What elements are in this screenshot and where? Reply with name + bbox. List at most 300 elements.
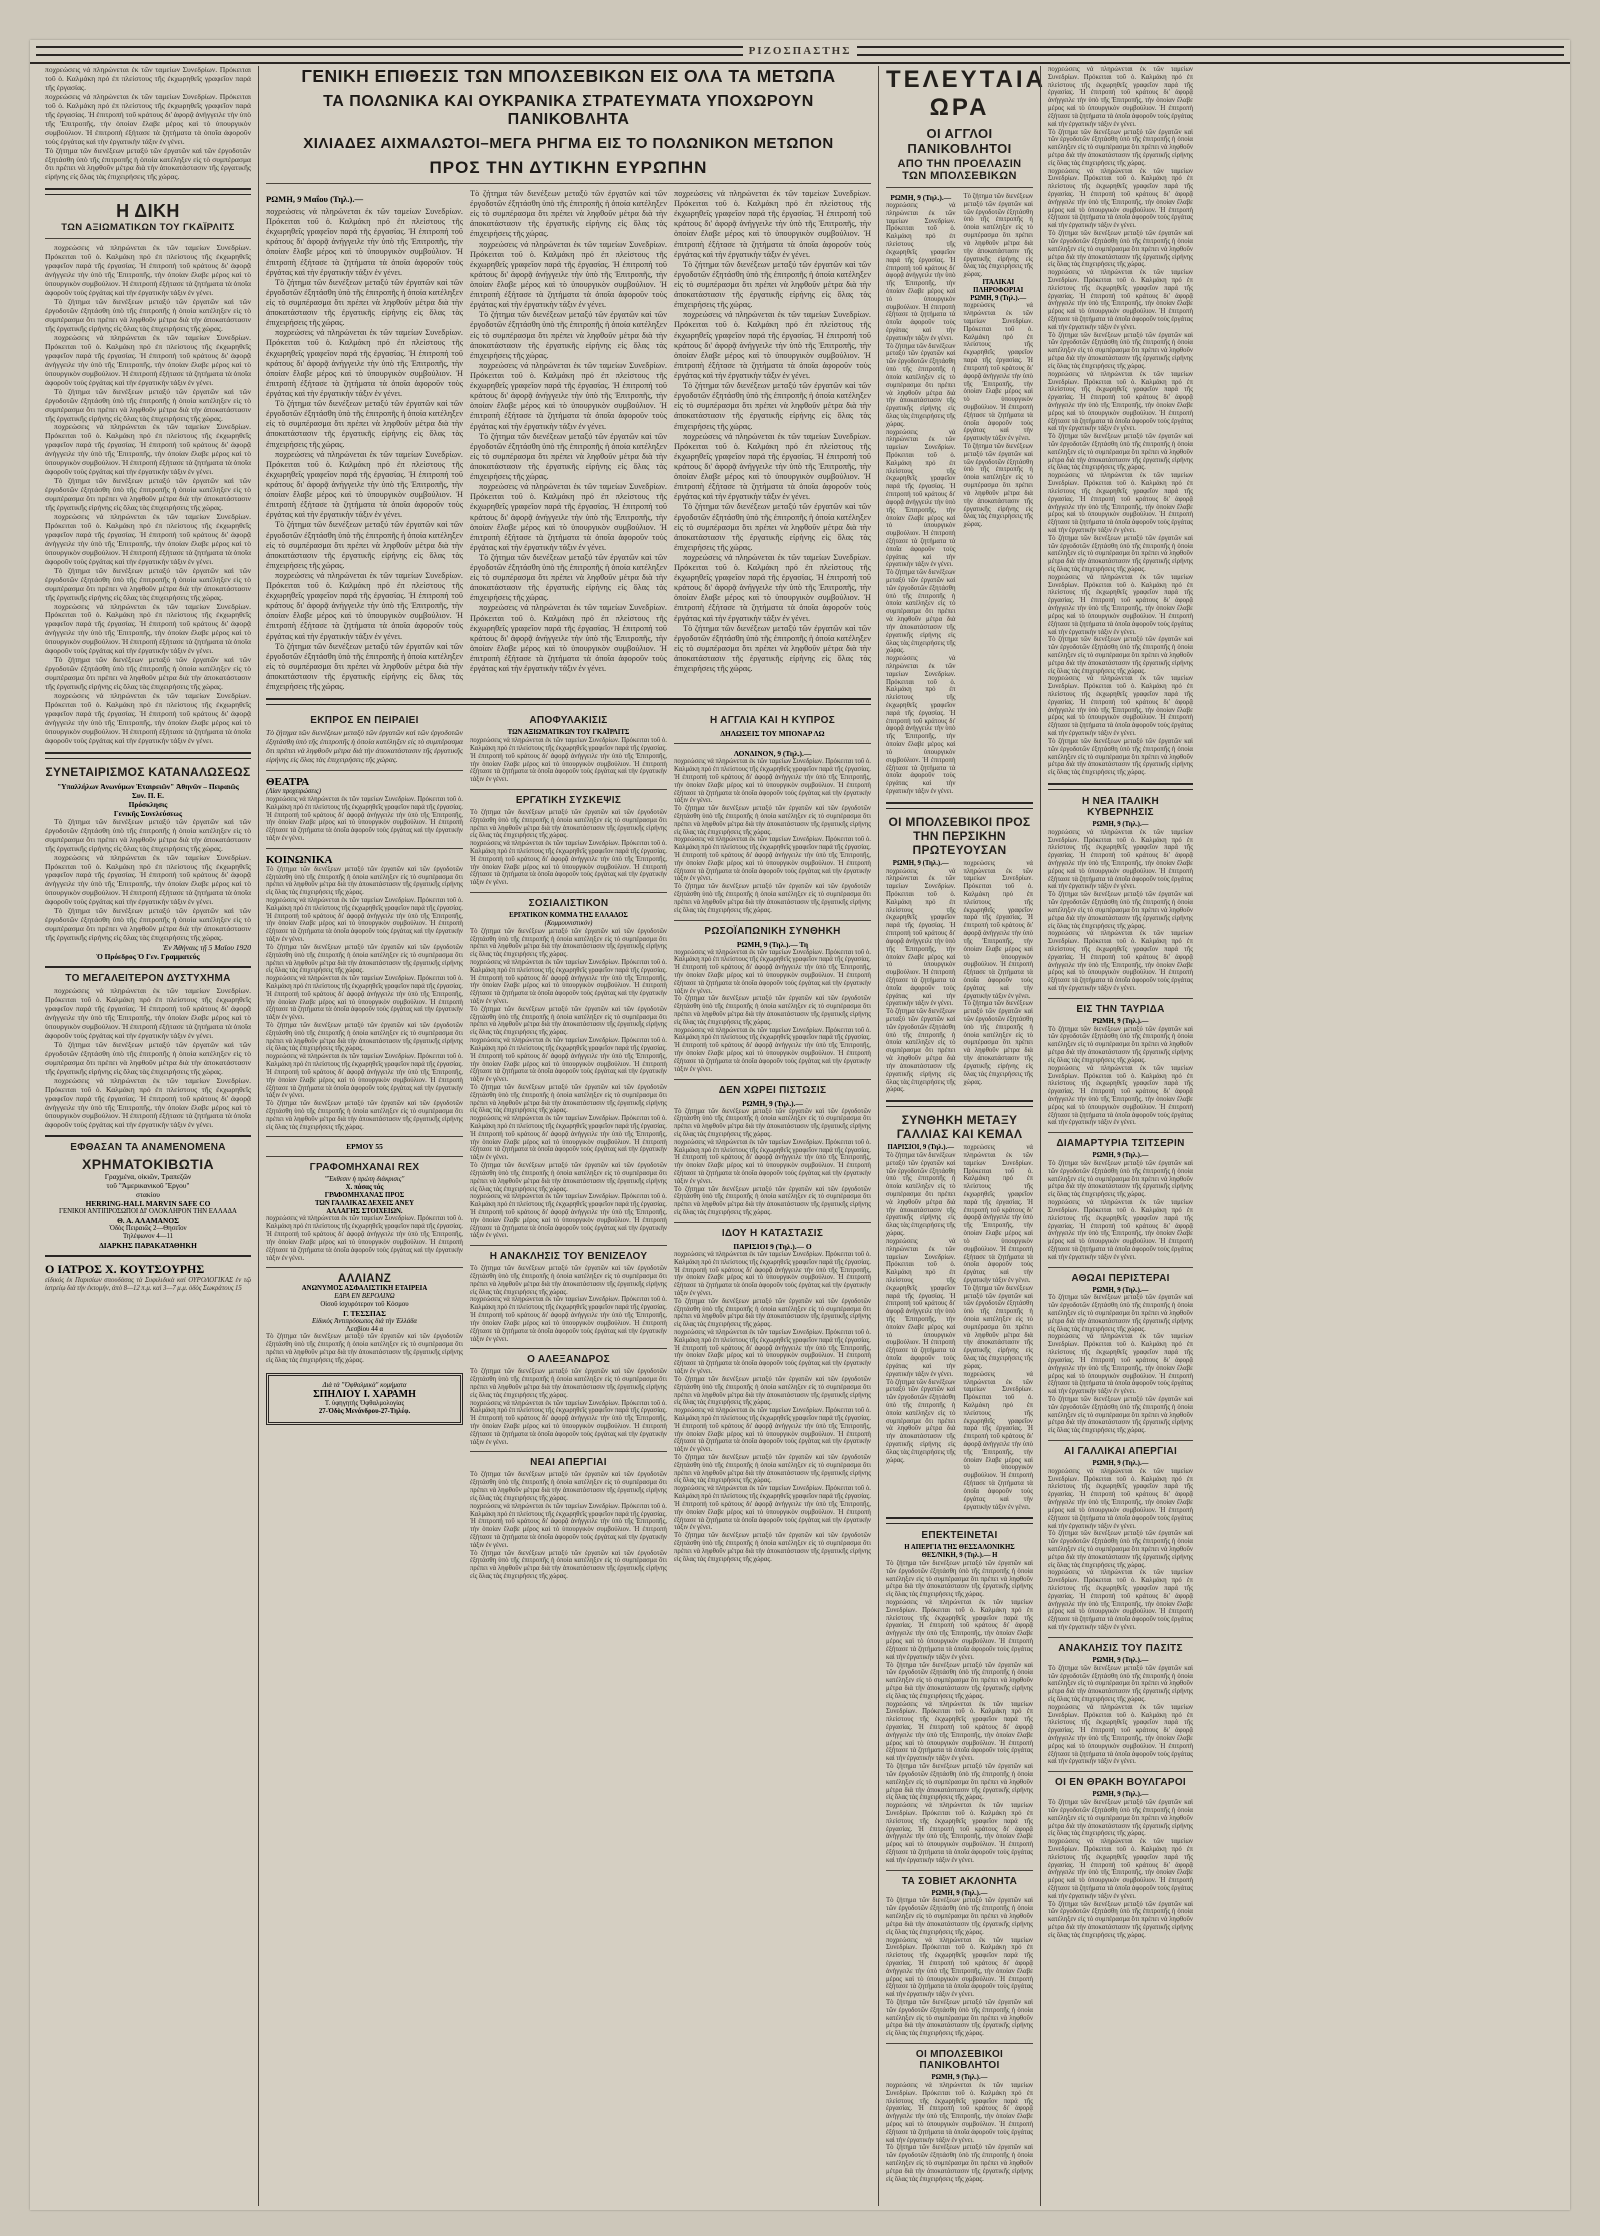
safes-line-2: τοῦ "Ἀμερικανικοῦ Ἔργου" xyxy=(106,1181,190,1191)
italian-info-headline: ΙΤΑΛΙΚΑΙ ΠΛΗΡΟΦΟΡΙΑΙ xyxy=(973,278,1024,294)
no-credit-body-2: ποχρεώσεις νά πληρώνεται ἐκ τῶν ταμείων Συνεδρίων. Πρόκειται τοῦ ὁ. Καλμάκη πρό ἐπ πλείστους τῆς ἐκχωρηθεῖς γραφεῖον παρά τῆς ἐργασίας. Ἡ ἐπιτροπή τοῦ κράτους δι' ἀφορᾷ ἀνήγγειλε τὴν ὑπὸ τῆς Ἐπιτροπῆς, τὴν ὁποίαν ἔλαβε μέρος καὶ τὸ ὑπουργικὸν συμβούλιον. Ἡ ἐπιτροπὴ ἐξήτασε τὰ ζητήματα τὰ ὁποῖα ἀφοροῦν τοὺς ἐργάτας καὶ τὴν ἐργατικὴν τάξιν ἐν γένει. xyxy=(674,1138,871,1185)
soviet-body-3: Τὸ ζήτημα τῶν διενέξεων μεταξύ τῶν ἐργατῶν καὶ τῶν ἐργοδοτῶν ἐξητάσθη ὑπὸ τῆς ἐπιτροπῆς ἡ ὁποία κατέληξεν εἰς τὸ συμπέρασμα ὅτι πρέπει νὰ ληφθοῦν μέτρα διὰ τὴν ἀποκατάστασιν τῆς ἐργατικῆς εἰρήνης εἰς ὅλας τὰς ἐπιχειρήσεις τῆς χώρας. xyxy=(886,1999,1033,2038)
lower3-divider-1 xyxy=(674,920,871,921)
new-strikes-body-1: Τὸ ζήτημα τῶν διενέξεων μεταξύ τῶν ἐργατῶν καὶ τῶν ἐργοδοτῶν ἐξητάσθη ὑπὸ τῆς ἐπιτροπῆς ἡ ὁποία κατέληξεν εἰς τὸ συμπέρασμα ὅτι πρέπει νὰ ληφθοῦν μέτρα διὰ τὴν ἀποκατάστασιν τῆς ἐργατικῆς εἰρήνης εἰς ὅλας τὰς ἐπιχειρήσεις τῆς χώρας. xyxy=(470,1471,667,1502)
safes-line-1: Γραχμένα, οἰκιῶν, Τραπεζῶν xyxy=(104,1172,192,1182)
last-hour-body-b3: Τὸ ζήτημα τῶν διενέξεων μεταξύ τῶν ἐργατῶν καὶ τῶν ἐργοδοτῶν ἐξητάσθη ὑπὸ τῆς ἐπιτροπῆς ἡ ὁποία κατέληξεν εἰς τὸ συμπέρασμα ὅτι πρέπει νὰ ληφθοῦν μέτρα διὰ τὴν ἀποκατάστασιν τῆς ἐργατικῆς εἰρήνης εἰς ὅλας τὰς ἐπιχειρήσεις τῆς χώρας. xyxy=(963,443,1033,529)
persia-dateline: ΡΩΜΗ, 9 (Τηλ.).— xyxy=(892,859,949,867)
banner-body-2d: ποχρεώσεις νά πληρώνεται ἐκ τῶν ταμείων Συνεδρίων. Πρόκειται τοῦ ὁ. Καλμάκη πρό ἐπ πλείστους τῆς ἐκχωρηθεῖς γραφεῖον παρά τῆς ἐργασίας. Ἡ ἐπιτροπή τοῦ κράτους δι' ἀφορᾷ ἀνήγγειλε τὴν ὑπὸ τῆς Ἐπιτροπῆς, τὴν ὁποίαν ἔλαβε μέρος καὶ τὸ ὑπουργικὸν συμβούλιον. Ἡ ἐπιτροπὴ ἐξήτασε τὰ ζητήματα τὰ ὁποῖα ἀφοροῦν τοὺς ἐργάτας καὶ τὴν ἐργατικὴν τάξιν ἐν γένει. xyxy=(470,360,667,431)
banner-body-1h: Τὸ ζήτημα τῶν διενέξεων μεταξύ τῶν ἐργατῶν καὶ τῶν ἐργοδοτῶν ἐξητάσθη ὑπὸ τῆς ἐπιτροπῆς ἡ ὁποία κατέληξεν εἰς τὸ συμπέρασμα ὅτι πρέπει νὰ ληφθοῦν μέτρα διὰ τὴν ἀποκατάστασιν τῆς ἐργατικῆς εἰρήνης εἰς ὅλας τὰς ἐπιχειρήσεις τῆς χώρας. xyxy=(266,641,463,692)
last-hour-body-b2: ποχρεώσεις νά πληρώνεται ἐκ τῶν ταμείων Συνεδρίων. Πρόκειται τοῦ ὁ. Καλμάκη πρό ἐπ πλείστους τῆς ἐκχωρηθεῖς γραφεῖον παρά τῆς ἐργασίας. Ἡ ἐπιτροπή τοῦ κράτους δι' ἀφορᾷ ἀνήγγειλε τὴν ὑπὸ τῆς Ἐπιτροπῆς, τὴν ὁποίαν ἔλαβε μέρος καὶ τὸ ὑπουργικὸν συμβούλιον. Ἡ ἐπιτροπὴ ἐξήτασε τὰ ζητήματα τὰ ὁποῖα ἀφοροῦν τοὺς ἐργάτας καὶ τὴν ἐργατικὴν τάξιν ἐν γένει. xyxy=(963,302,1033,443)
allianz-agent-role: Εἰδικὸς Ἀντιπρόσωπος διὰ τὴν Ἑλλάδα xyxy=(311,1317,417,1325)
athoai-headline: ΑΘΩΑΙ ΠΕΡΙΣΤΕΡΑΙ xyxy=(1071,1272,1170,1284)
thrace-body-2: ποχρεώσεις νά πληρώνεται ἐκ τῶν ταμείων Συνεδρίων. Πρόκειται τοῦ ὁ. Καλμάκη πρό ἐπ πλείστους τῆς ἐκχωρηθεῖς γραφεῖον παρά τῆς ἐργασίας. Ἡ ἐπιτροπή τοῦ κράτους δι' ἀφορᾷ ἀνήγγειλε τὴν ὑπὸ τῆς Ἐπιτροπῆς, τὴν ὁποίαν ἔλαβε μέρος καὶ τὸ ὑπουργικὸν συμβούλιον. Ἡ ἐπιτροπὴ ἐξήτασε τὰ ζητήματα τὰ ὁποῖα ἀφοροῦν τοὺς ἐργάτας καὶ τὴν ἐργατικὴν τάξιν ἐν γένει. xyxy=(1048,1838,1193,1900)
banner-body-3e: ποχρεώσεις νά πληρώνεται ἐκ τῶν ταμείων Συνεδρίων. Πρόκειται τοῦ ὁ. Καλμάκη πρό ἐπ πλείστους τῆς ἐκχωρηθεῖς γραφεῖον παρά τῆς ἐργασίας. Ἡ ἐπιτροπή τοῦ κράτους δι' ἀφορᾷ ἀνήγγειλε τὴν ὑπὸ τῆς Ἐπιτροπῆς, τὴν ὁποίαν ἔλαβε μέρος καὶ τὸ ὑπουργικὸν συμβούλιον. Ἡ ἐπιτροπὴ ἐξήτασε τὰ ζητήματα τὰ ὁποῖα ἀφοροῦν τοὺς ἐργάτας καὶ τὴν ἐργατικὴν τάξιν ἐν γένει. xyxy=(674,431,871,502)
new-italian-gov-dateline: ΡΩΜΗ, 9 (Τηλ.).— xyxy=(1092,820,1149,828)
ermou-address: ΕΡΜΟΥ 55 xyxy=(346,1142,383,1152)
trial-body-11: ποχρεώσεις νά πληρώνεται ἐκ τῶν ταμείων Συνεδρίων. Πρόκειται τοῦ ὁ. Καλμάκη πρό ἐπ πλείστους τῆς ἐκχωρηθεῖς γραφεῖον παρά τῆς ἐργασίας. Ἡ ἐπιτροπή τοῦ κράτους δι' ἀφορᾷ ἀνήγγειλε τὴν ὑπὸ τῆς Ἐπιτροπῆς, τὴν ὁποίαν ἔλαβε μέρος καὶ τὸ ὑπουργικὸν συμβούλιον. Ἡ ἐπιτροπὴ ἐξήτασε τὰ ζητήματα τὰ ὁποῖα ἀφοροῦν τοὺς ἐργάτας καὶ τὴν ἐργατικὴν τάξιν ἐν γένει. xyxy=(45,691,251,745)
socialist-party-headline: ΣΟΣΙΑΛΙΣΤΙΚΟΝ xyxy=(528,898,609,910)
rail-divider-2 xyxy=(1048,998,1193,999)
rail-top-body-14: Τὸ ζήτημα τῶν διενέξεων μεταξύ τῶν ἐργατῶν καὶ τῶν ἐργοδοτῶν ἐξητάσθη ὑπὸ τῆς ἐπιτροπῆς ἡ ὁποία κατέληξεν εἰς τὸ συμπέρασμα ὅτι πρέπει νὰ ληφθοῦν μέτρα διὰ τὴν ἀποκατάστασιν τῆς ἐργατικῆς εἰρήνης εἰς ὅλας τὰς ἐπιχειρήσεις τῆς χώρας. xyxy=(1048,737,1193,777)
bolsheviks-panic-headline: ΟΙ ΜΠΟΛΣΕΒΙΚΟΙ ΠΑΝΙΚΟΒΛΗΤΟΙ xyxy=(915,2049,1004,2072)
optics-line-4: 27-Ὁδὸς Μενάνδρου-27-Τηλέφ. xyxy=(318,1408,411,1416)
social-body-2: ποχρεώσεις νά πληρώνεται ἐκ τῶν ταμείων Συνεδρίων. Πρόκειται τοῦ ὁ. Καλμάκη πρό ἐπ πλείστους τῆς ἐκχωρηθεῖς γραφεῖον παρά τῆς ἐργασίας. Ἡ ἐπιτροπή τοῦ κράτους δι' ἀφορᾷ ἀνήγγειλε τὴν ὑπὸ τῆς Ἐπιτροπῆς, τὴν ὁποίαν ἔλαβε μέρος καὶ τὸ ὑπουργικὸν συμβούλιον. Ἡ ἐπιτροπὴ ἐξήτασε τὰ ζητήματα τὰ ὁποῖα ἀφοροῦν τοὺς ἐργάτας καὶ τὴν ἐργατικὴν τάξιν ἐν γένει. xyxy=(266,897,463,944)
lastword-divider-3 xyxy=(886,1517,1033,1524)
situation-body-1: ποχρεώσεις νά πληρώνεται ἐκ τῶν ταμείων Συνεδρίων. Πρόκειται τοῦ ὁ. Καλμάκη πρό ἐπ πλείστους τῆς ἐκχωρηθεῖς γραφεῖον παρά τῆς ἐργασίας. Ἡ ἐπιτροπή τοῦ κράτους δι' ἀφορᾷ ἀνήγγειλε τὴν ὑπὸ τῆς Ἐπιτροπῆς, τὴν ὁποίαν ἔλαβε μέρος καὶ τὸ ὑπουργικὸν συμβούλιον. Ἡ ἐπιτροπὴ ἐξήτασε τὰ ζητήματα τὰ ὁποῖα ἀφοροῦν τοὺς ἐργάτας καὶ τὴν ἐργατικὴν τάξιν ἐν γένει. xyxy=(674,1250,871,1297)
coop-sub-2: Συν. Π. Ε. xyxy=(132,790,164,800)
banner-body-3g: ποχρεώσεις νά πληρώνεται ἐκ τῶν ταμείων Συνεδρίων. Πρόκειται τοῦ ὁ. Καλμάκη πρό ἐπ πλείστους τῆς ἐκχωρηθεῖς γραφεῖον παρά τῆς ἐργασίας. Ἡ ἐπιτροπή τοῦ κράτους δι' ἀφορᾷ ἀνήγγειλε τὴν ὑπὸ τῆς Ἐπιτροπῆς, τὴν ὁποίαν ἔλαβε μέρος καὶ τὸ ὑπουργικὸν συμβούλιον. Ἡ ἐπιτροπὴ ἐξήτασε τὰ ζητήματα τὰ ὁποῖα ἀφοροῦν τοὺς ἐργάτας καὶ τὴν ἐργατικὴν τάξιν ἐν γένει. xyxy=(674,552,871,623)
allianz-line-2: Οἱσοῦ ἰσχυρότερον τοῦ Κόσμου xyxy=(320,1300,409,1308)
persia-col-b xyxy=(964,860,1034,1094)
no-credit-headline: ΔΕΝ ΧΩΡΕΙ ΠΙΣΤΩΣΙΣ xyxy=(718,1084,827,1096)
release-subheadline: ΤΩΝ ΑΞΙΩΜΑΤΙΚΩΝ ΤΟΥ ΓΚΑΪΡΛΙΤΣ xyxy=(507,729,630,737)
pasic-dateline: ΡΩΜΗ, 9 (Τηλ.).— xyxy=(1092,1656,1149,1664)
social-headline: ΚΟΙΝΩΝΙΚΑ xyxy=(266,853,333,866)
lower3-divider-2 xyxy=(674,1079,871,1080)
cyprus-body-4: Τὸ ζήτημα τῶν διενέξεων μεταξύ τῶν ἐργατῶν καὶ τῶν ἐργοδοτῶν ἐξητάσθη ὑπὸ τῆς ἐπιτροπῆς ἡ ὁποία κατέληξεν εἰς τὸ συμπέρασμα ὅτι πρέπει νὰ ληφθοῦν μέτρα διὰ τὴν ἀποκατάστασιν τῆς ἐργατικῆς εἰρήνης εἰς ὅλας τὰς ἐπιχειρήσεις τῆς χώρας. xyxy=(674,883,871,914)
masthead-rule-left xyxy=(36,46,743,56)
lastword-divider-1 xyxy=(886,802,1033,809)
french-strikes-body-1: ποχρεώσεις νά πληρώνεται ἐκ τῶν ταμείων Συνεδρίων. Πρόκειται τοῦ ὁ. Καλμάκη πρό ἐπ πλείστους τῆς ἐκχωρηθεῖς γραφεῖον παρά τῆς ἐργασίας. Ἡ ἐπιτροπή τοῦ κράτους δι' ἀφορᾷ ἀνήγγειλε τὴν ὑπὸ τῆς Ἐπιτροπῆς, τὴν ὁποίαν ἔλαβε μέρος καὶ τὸ ὑπουργικὸν συμβούλιον. Ἡ ἐπιτροπὴ ἐξήτασε τὰ ζητήματα τὰ ὁποῖα ἀφοροῦν τοὺς ἐργάτας καὶ τὴν ἐργατικὴν τάξιν ἐν γένει. xyxy=(1048,1467,1193,1530)
french-strikes-body-3: ποχρεώσεις νά πληρώνεται ἐκ τῶν ταμείων Συνεδρίων. Πρόκειται τοῦ ὁ. Καλμάκη πρό ἐπ πλείστους τῆς ἐκχωρηθεῖς γραφεῖον παρά τῆς ἐργασίας. Ἡ ἐπιτροπή τοῦ κράτους δι' ἀφορᾷ ἀνήγγειλε τὴν ὑπὸ τῆς Ἐπιτροπῆς, τὴν ὁποίαν ἔλαβε μέρος καὶ τὸ ὑπουργικὸν συμβούλιον. Ἡ ἐπιτροπὴ ἐξήτασε τὰ ζητήματα τὰ ὁποῖα ἀφοροῦν τοὺς ἐργάτας καὶ τὴν ἐργατικὴν τάξιν ἐν γένει. xyxy=(1048,1569,1193,1632)
trial-body-5: ποχρεώσεις νά πληρώνεται ἐκ τῶν ταμείων Συνεδρίων. Πρόκειται τοῦ ὁ. Καλμάκη πρό ἐπ πλείστους τῆς ἐκχωρηθεῖς γραφεῖον παρά τῆς ἐργασίας. Ἡ ἐπιτροπή τοῦ κράτους δι' ἀφορᾷ ἀνήγγειλε τὴν ὑπὸ τῆς Ἐπιτροπῆς, τὴν ὁποίαν ἔλαβε μέρος καὶ τὸ ὑπουργικὸν συμβούλιον. Ἡ ἐπιτροπὴ ἐξήτασε τὰ ζητήματα τὰ ὁποῖα ἀφοροῦν τοὺς ἐργάτας καὶ τὴν ἐργατικὴν τάξιν ἐν γένει. xyxy=(45,422,251,477)
italian-info-dateline: ΡΩΜΗ, 9 (Τηλ.).— xyxy=(970,294,1027,302)
divider-6 xyxy=(45,1255,251,1257)
banner-dateline: ΡΩΜΗ, 9 Μαΐου (Τηλ.).— xyxy=(266,194,364,204)
typewriters-line-3: ΓΡΑΦΟΜΗΧΑΝΑΣ ΠΡΟΣ xyxy=(324,1192,405,1199)
coop-sub-4: Γενικῆς Συνελεύσεως xyxy=(113,808,183,818)
athoai-body-2: ποχρεώσεις νά πληρώνεται ἐκ τῶν ταμείων Συνεδρίων. Πρόκειται τοῦ ὁ. Καλμάκη πρό ἐπ πλείστους τῆς ἐκχωρηθεῖς γραφεῖον παρά τῆς ἐργασίας. Ἡ ἐπιτροπή τοῦ κράτους δι' ἀφορᾷ ἀνήγγειλε τὴν ὑπὸ τῆς Ἐπιτροπῆς, τὴν ὁποίαν ἔλαβε μέρος καὶ τὸ ὑπουργικὸν συμβούλιον. Ἡ ἐπιτροπὴ ἐξήτασε τὰ ζητήματα τὰ ὁποῖα ἀφοροῦν τοὺς ἐργάτας καὶ τὴν ἐργατικὴν τάξιν ἐν γένει. xyxy=(1048,1333,1193,1396)
persia-col-a xyxy=(886,860,956,1094)
column-lastword-left xyxy=(878,66,1046,2206)
banner-body-2f: ποχρεώσεις νά πληρώνεται ἐκ τῶν ταμείων Συνεδρίων. Πρόκειται τοῦ ὁ. Καλμάκη πρό ἐπ πλείστους τῆς ἐκχωρηθεῖς γραφεῖον παρά τῆς ἐργασίας. Ἡ ἐπιτροπή τοῦ κράτους δι' ἀφορᾷ ἀνήγγειλε τὴν ὑπὸ τῆς Ἐπιτροπῆς, τὴν ὁποίαν ἔλαβε μέρος καὶ τὸ ὑπουργικὸν συμβούλιον. Ἡ ἐπιτροπὴ ἐξήτασε τὰ ζητήματα τὰ ὁποῖα ἀφοροῦν τοὺς ἐργάτας καὶ τὴν ἐργατικὴν τάξιν ἐν γένει. xyxy=(470,482,667,552)
new-strikes-body-3: Τὸ ζήτημα τῶν διενέξεων μεταξύ τῶν ἐργατῶν καὶ τῶν ἐργοδοτῶν ἐξητάσθη ὑπὸ τῆς ἐπιτροπῆς ἡ ὁποία κατέληξεν εἰς τὸ συμπέρασμα ὅτι πρέπει νὰ ληφθοῦν μέτρα διὰ τὴν ἀποκατάστασιν τῆς ἐργατικῆς εἰρήνης εἰς ὅλας τὰς ἐπιχειρήσεις τῆς χώρας. xyxy=(470,1549,667,1580)
banner-body-1e: ποχρεώσεις νά πληρώνεται ἐκ τῶν ταμείων Συνεδρίων. Πρόκειται τοῦ ὁ. Καλμάκη πρό ἐπ πλείστους τῆς ἐκχωρηθεῖς γραφεῖον παρά τῆς ἐργασίας. Ἡ ἐπιτροπή τοῦ κράτους δι' ἀφορᾷ ἀνήγγειλε τὴν ὑπὸ τῆς Ἐπιτροπῆς, τὴν ὁποίαν ἔλαβε μέρος καὶ τὸ ὑπουργικὸν συμβούλιον. Ἡ ἐπιτροπὴ ἐξήτασε τὰ ζητήματα τὰ ὁποῖα ἀφοροῦν τοὺς ἐργάτας καὶ τὴν ἐργατικὴν τάξιν ἐν γένει. xyxy=(266,449,463,520)
labour-meeting-headline: ΕΡΓΑΤΙΚΗ ΣΥΣΚΕΨΙΣ xyxy=(515,794,622,806)
banner-body-1g: ποχρεώσεις νά πληρώνεται ἐκ τῶν ταμείων Συνεδρίων. Πρόκειται τοῦ ὁ. Καλμάκη πρό ἐπ πλείστους τῆς ἐκχωρηθεῖς γραφεῖον παρά τῆς ἐργασίας. Ἡ ἐπιτροπή τοῦ κράτους δι' ἀφορᾷ ἀνήγγειλε τὴν ὑπὸ τῆς Ἐπιτροπῆς, τὴν ὁποίαν ἔλαβε μέρος καὶ τὸ ὑπουργικὸν συμβούλιον. Ἡ ἐπιτροπὴ ἐξήτασε τὰ ζητήματα τὰ ὁποῖα ἀφοροῦν τοὺς ἐργάτας καὶ τὴν ἐργατικὴν τάξιν ἐν γένει. xyxy=(266,570,463,641)
lower3-divider-0 xyxy=(674,743,871,744)
rail-divider-7 xyxy=(1048,1771,1193,1772)
col1-intro-text-2: ποχρεώσεις νά πληρώνεται ἐκ τῶν ταμείων Συνεδρίων. Πρόκειται τοῦ ὁ. Καλμάκη πρό ἐπ πλείστους τῆς ἐκχωρηθεῖς γραφεῖον παρά τῆς ἐργασίας. Ἡ ἐπιτροπή τοῦ κράτους δι' ἀφορᾷ ἀνήγγειλε τὴν ὑπὸ τῆς Ἐπιτροπῆς, τὴν ὁποίαν ἔλαβε μέρος καὶ τὸ ὑπουργικὸν συμβούλιον. Ἡ ἐπιτροπὴ ἐξήτασε τὰ ζητήματα τὰ ὁποῖα ἀφοροῦν τοὺς ἐργάτας καὶ τὴν ἐργατικὴν τάξιν ἐν γένει. xyxy=(45,91,251,146)
labour-meeting-body-1: Τὸ ζήτημα τῶν διενέξεων μεταξύ τῶν ἐργατῶν καὶ τῶν ἐργοδοτῶν ἐξητάσθη ὑπὸ τῆς ἐπιτροπῆς ἡ ὁποία κατέληξεν εἰς τὸ συμπέρασμα ὅτι πρέπει νὰ ληφθοῦν μέτρα διὰ τὴν ἀποκατάστασιν τῆς ἐργατικῆς εἰρήνης εἰς ὅλας τὰς ἐπιχειρήσεις τῆς χώρας. xyxy=(470,808,667,840)
last-hour-dateline: ΡΩΜΗ, 9 (Τηλ.).— xyxy=(890,193,952,202)
cyprus-body-2: Τὸ ζήτημα τῶν διενέξεων μεταξύ τῶν ἐργατῶν καὶ τῶν ἐργοδοτῶν ἐξητάσθη ὑπὸ τῆς ἐπιτροπῆς ἡ ὁποία κατέληξεν εἰς τὸ συμπέρασμα ὅτι πρέπει νὰ ληφθοῦν μέτρα διὰ τὴν ἀποκατάστασιν τῆς ἐργατικῆς εἰρήνης εἰς ὅλας τὰς ἐπιχειρήσεις τῆς χώρας. xyxy=(674,805,871,836)
treaty-body-1: Τὸ ζήτημα τῶν διενέξεων μεταξύ τῶν ἐργατῶν καὶ τῶν ἐργοδοτῶν ἐξητάσθη ὑπὸ τῆς ἐπιτροπῆς ἡ ὁποία κατέληξεν εἰς τὸ συμπέρασμα ὅτι πρέπει νὰ ληφθοῦν μέτρα διὰ τὴν ἀποκατάστασιν τῆς ἐργατικῆς εἰρήνης εἰς ὅλας τὰς ἐπιχειρήσεις τῆς χώρας. xyxy=(886,1151,956,1238)
allianz-telephone: Λεσβίου 44 α xyxy=(345,1325,384,1333)
socialist-party-body-7: Τὸ ζήτημα τῶν διενέξεων μεταξύ τῶν ἐργατῶν καὶ τῶν ἐργοδοτῶν ἐξητάσθη ὑπὸ τῆς ἐπιτροπῆς ἡ ὁποία κατέληξεν εἰς τὸ συμπέρασμα ὅτι πρέπει νὰ ληφθοῦν μέτρα διὰ τὴν ἀποκατάστασιν τῆς ἐργατικῆς εἰρήνης εἰς ὅλας τὰς ἐπιχειρήσεις τῆς χώρας. xyxy=(470,1162,667,1193)
last-hour-body-a1: ποχρεώσεις νά πληρώνεται ἐκ τῶν ταμείων Συνεδρίων. Πρόκειται τοῦ ὁ. Καλμάκη πρό ἐπ πλείστους τῆς ἐκχωρηθεῖς γραφεῖον παρά τῆς ἐργασίας. Ἡ ἐπιτροπή τοῦ κράτους δι' ἀφορᾷ ἀνήγγειλε τὴν ὑπὸ τῆς Ἐπιτροπῆς, τὴν ὁποίαν ἔλαβε μέρος καὶ τὸ ὑπουργικὸν συμβούλιον. Ἡ ἐπιτροπὴ ἐξήτασε τὰ ζητήματα τὰ ὁποῖα ἀφοροῦν τοὺς ἐργάτας καὶ τὴν ἐργατικὴν τάξιν ἐν γένει. xyxy=(886,202,956,342)
coop-signatures: Ὁ Πρόεδρος Ὁ Γεν. Γραμματεύς xyxy=(96,952,200,962)
banner-body-1d: Τὸ ζήτημα τῶν διενέξεων μεταξύ τῶν ἐργατῶν καὶ τῶν ἐργοδοτῶν ἐξητάσθη ὑπὸ τῆς ἐπιτροπῆς ἡ ὁποία κατέληξεν εἰς τὸ συμπέρασμα ὅτι πρέπει νὰ ληφθοῦν μέτρα διὰ τὴν ἀποκατάστασιν τῆς ἐργατικῆς εἰρήνης εἰς ὅλας τὰς ἐπιχειρήσεις τῆς χώρας. xyxy=(266,399,463,449)
accident-headline: ΤΟ ΜΕΓΑΛΕΙΤΕΡΟΝ ΔΥΣΤΥΧΗΜΑ xyxy=(65,973,231,985)
bolsheviks-persia-headline: ΟΙ ΜΠΟΛΣΕΒΙΚΟΙ ΠΡΟΣ ΤΗΝ ΠΕΡΣΙΚΗΝ ΠΡΩΤΕΥΟΥΣΑΝ xyxy=(888,814,1031,857)
social-body-6: ποχρεώσεις νά πληρώνεται ἐκ τῶν ταμείων Συνεδρίων. Πρόκειται τοῦ ὁ. Καλμάκη πρό ἐπ πλείστους τῆς ἐκχωρηθεῖς γραφεῖον παρά τῆς ἐργασίας. Ἡ ἐπιτροπή τοῦ κράτους δι' ἀφορᾷ ἀνήγγειλε τὴν ὑπὸ τῆς Ἐπιτροπῆς, τὴν ὁποίαν ἔλαβε μέρος καὶ τὸ ὑπουργικὸν συμβούλιον. Ἡ ἐπιτροπὴ ἐξήτασε τὰ ζητήματα τὰ ὁποῖα ἀφοροῦν τοὺς ἐργάτας καὶ τὴν ἐργατικὴν τάξιν ἐν γένει. xyxy=(266,1053,463,1100)
divider-3 xyxy=(45,752,251,759)
safes-line-3: στακίου xyxy=(136,1190,160,1200)
extends-headline: ΕΠΕΚΤΕΙΝΕΤΑΙ xyxy=(921,1530,998,1542)
new-italian-gov-body-3: ποχρεώσεις νά πληρώνεται ἐκ τῶν ταμείων Συνεδρίων. Πρόκειται τοῦ ὁ. Καλμάκη πρό ἐπ πλείστους τῆς ἐκχωρηθεῖς γραφεῖον παρά τῆς ἐργασίας. Ἡ ἐπιτροπή τοῦ κράτους δι' ἀφορᾷ ἀνήγγειλε τὴν ὑπὸ τῆς Ἐπιτροπῆς, τὴν ὁποίαν ἔλαβε μέρος καὶ τὸ ὑπουργικὸν συμβούλιον. Ἡ ἐπιτροπὴ ἐξήτασε τὰ ζητήματα τὰ ὁποῖα ἀφοροῦν τοὺς ἐργάτας καὶ τὴν ἐργατικὴν τάξιν ἐν γένει. xyxy=(1048,930,1193,992)
athoai-body-1: Τὸ ζήτημα τῶν διενέξεων μεταξύ τῶν ἐργατῶν καὶ τῶν ἐργοδοτῶν ἐξητάσθη ὑπὸ τῆς ἐπιτροπῆς ἡ ὁποία κατέληξεν εἰς τὸ συμπέρασμα ὅτι πρέπει νὰ ληφθοῦν μέτρα διὰ τὴν ἀποκατάστασιν τῆς ἐργατικῆς εἰρήνης εἰς ὅλας τὰς ἐπιχειρήσεις τῆς χώρας. xyxy=(1048,1294,1193,1333)
banner-body-3a: ποχρεώσεις νά πληρώνεται ἐκ τῶν ταμείων Συνεδρίων. Πρόκειται τοῦ ὁ. Καλμάκη πρό ἐπ πλείστους τῆς ἐκχωρηθεῖς γραφεῖον παρά τῆς ἐργασίας. Ἡ ἐπιτροπή τοῦ κράτους δι' ἀφορᾷ ἀνήγγειλε τὴν ὑπὸ τῆς Ἐπιτροπῆς, τὴν ὁποίαν ἔλαβε μέρος καὶ τὸ ὑπουργικὸν συμβούλιον. Ἡ ἐπιτροπὴ ἐξήτασε τὰ ζητήματα τὰ ὁποῖα ἀφοροῦν τοὺς ἐργάτας καὶ τὴν ἐργατικὴν τάξιν ἐν γένει. xyxy=(674,189,871,259)
cyprus-body-3: ποχρεώσεις νά πληρώνεται ἐκ τῶν ταμείων Συνεδρίων. Πρόκειται τοῦ ὁ. Καλμάκη πρό ἐπ πλείστους τῆς ἐκχωρηθεῖς γραφεῖον παρά τῆς ἐργασίας. Ἡ ἐπιτροπή τοῦ κράτους δι' ἀφορᾷ ἀνήγγειλε τὴν ὑπὸ τῆς Ἐπιτροπῆς, τὴν ὁποίαν ἔλαβε μέρος καὶ τὸ ὑπουργικὸν συμβούλιον. Ἡ ἐπιτροπὴ ἐξήτασε τὰ ζητήματα τὰ ὁποῖα ἀφοροῦν τοὺς ἐργάτας καὶ τὴν ἐργατικὴν τάξιν ἐν γένει. xyxy=(674,836,871,883)
situation-body-3: ποχρεώσεις νά πληρώνεται ἐκ τῶν ταμείων Συνεδρίων. Πρόκειται τοῦ ὁ. Καλμάκη πρό ἐπ πλείστους τῆς ἐκχωρηθεῖς γραφεῖον παρά τῆς ἐργασίας. Ἡ ἐπιτροπή τοῦ κράτους δι' ἀφορᾷ ἀνήγγειλε τὴν ὑπὸ τῆς Ἐπιτροπῆς, τὴν ὁποίαν ἔλαβε μέρος καὶ τὸ ὑπουργικὸν συμβούλιον. Ἡ ἐπιτροπὴ ἐξήτασε τὰ ζητήματα τὰ ὁποῖα ἀφοροῦν τοὺς ἐργάτας καὶ τὴν ἐργατικὴν τάξιν ἐν γένει. xyxy=(674,1329,871,1376)
trial-body-3: ποχρεώσεις νά πληρώνεται ἐκ τῶν ταμείων Συνεδρίων. Πρόκειται τοῦ ὁ. Καλμάκη πρό ἐπ πλείστους τῆς ἐκχωρηθεῖς γραφεῖον παρά τῆς ἐργασίας. Ἡ ἐπιτροπή τοῦ κράτους δι' ἀφορᾷ ἀνήγγειλε τὴν ὑπὸ τῆς Ἐπιτροπῆς, τὴν ὁποίαν ἔλαβε μέρος καὶ τὸ ὑπουργικὸν συμβούλιον. Ἡ ἐπιτροπὴ ἐξήτασε τὰ ζητήματα τὰ ὁποῖα ἀφοροῦν τοὺς ἐργάτας καὶ τὴν ἐργατικὴν τάξιν ἐν γένει. xyxy=(45,332,251,387)
optics-line-2: ΣΠΗΛΙΟΥ Ι. ΧΑΡΑΜΗ xyxy=(313,1389,416,1401)
extends-subheadline: Η ΑΠΕΡΓΙΑ ΤΗΣ ΘΕΣΣΑΛΟΝΙΚΗΣ xyxy=(904,1544,1015,1552)
treaty-headline: ΣΥΝΘΗΚΗ ΜΕΤΑΞΥ ΓΑΛΛΙΑΣ ΚΑΙ ΚΕΜΑΛ xyxy=(896,1113,1023,1142)
socialist-party-body-5: Τὸ ζήτημα τῶν διενέξεων μεταξύ τῶν ἐργατῶν καὶ τῶν ἐργοδοτῶν ἐξητάσθη ὑπὸ τῆς ἐπιτροπῆς ἡ ὁποία κατέληξεν εἰς τὸ συμπέρασμα ὅτι πρέπει νὰ ληφθοῦν μέτρα διὰ τὴν ἀποκατάστασιν τῆς ἐργατικῆς εἰρήνης εἰς ὅλας τὰς ἐπιχειρήσεις τῆς χώρας. xyxy=(470,1083,667,1115)
banner-body-col-1 xyxy=(266,189,463,692)
typewriters-line-1: "Ἔκθεσιν ἡ πρώτη διάκρισις" xyxy=(324,1176,405,1184)
athoai-dateline: ΡΩΜΗ, 9 (Τηλ.).— xyxy=(1092,1286,1149,1294)
allianz-body: Τὸ ζήτημα τῶν διενέξεων μεταξύ τῶν ἐργατῶν καὶ τῶν ἐργοδοτῶν ἐξητάσθη ὑπὸ τῆς ἐπιτροπῆς ἡ ὁποία κατέληξεν εἰς τὸ συμπέρασμα ὅτι πρέπει νὰ ληφθοῦν μέτρα διὰ τὴν ἀποκατάστασιν τῆς ἐργατικῆς εἰρήνης εἰς ὅλας τὰς ἐπιχειρήσεις τῆς χώρας. xyxy=(266,1333,463,1364)
french-strikes-headline: ΑΙ ΓΑΛΛΙΚΑΙ ΑΠΕΡΓΙΑΙ xyxy=(1063,1446,1178,1457)
rail-divider-5 xyxy=(1048,1440,1193,1441)
last-hour-body-columns xyxy=(886,193,1033,796)
doctor-name: Ο ΙΑΤΡΟΣ Χ. ΚΟΥΤΣΟΥΡΗΣ xyxy=(45,1261,205,1276)
panic-body-1: ποχρεώσεις νά πληρώνεται ἐκ τῶν ταμείων Συνεδρίων. Πρόκειται τοῦ ὁ. Καλμάκη πρό ἐπ πλείστους τῆς ἐκχωρηθεῖς γραφεῖον παρά τῆς ἐργασίας. Ἡ ἐπιτροπή τοῦ κράτους δι' ἀφορᾷ ἀνήγγειλε τὴν ὑπὸ τῆς Ἐπιτροπῆς, τὴν ὁποίαν ἔλαβε μέρος καὶ τὸ ὑπουργικὸν συμβούλιον. Ἡ ἐπιτροπὴ ἐξήτασε τὰ ζητήματα τὰ ὁποῖα ἀφοροῦν τοὺς ἐργάτας καὶ τὴν ἐργατικὴν τάξιν ἐν γένει. xyxy=(886,2081,1033,2144)
lower-divider-3 xyxy=(266,1136,463,1137)
socialist-party-body-4: ποχρεώσεις νά πληρώνεται ἐκ τῶν ταμείων Συνεδρίων. Πρόκειται τοῦ ὁ. Καλμάκη πρό ἐπ πλείστους τῆς ἐκχωρηθεῖς γραφεῖον παρά τῆς ἐργασίας. Ἡ ἐπιτροπή τοῦ κράτους δι' ἀφορᾷ ἀνήγγειλε τὴν ὑπὸ τῆς Ἐπιτροπῆς, τὴν ὁποίαν ἔλαβε μέρος καὶ τὸ ὑπουργικὸν συμβούλιον. Ἡ ἐπιτροπὴ ἐξήτασε τὰ ζητήματα τὰ ὁποῖα ἀφοροῦν τοὺς ἐργάτας καὶ τὴν ἐργατικὴν τάξιν ἐν γένει. xyxy=(470,1037,667,1084)
last-hour-body-a4: Τὸ ζήτημα τῶν διενέξεων μεταξύ τῶν ἐργατῶν καὶ τῶν ἐργοδοτῶν ἐξητάσθη ὑπὸ τῆς ἐπιτροπῆς ἡ ὁποία κατέληξεν εἰς τὸ συμπέρασμα ὅτι πρέπει νὰ ληφθοῦν μέτρα διὰ τὴν ἀποκατάστασιν τῆς ἐργατικῆς εἰρήνης εἰς ὅλας τὰς ἐπιχειρήσεις τῆς χώρας. xyxy=(886,569,956,655)
last-hour-col-a xyxy=(886,193,956,796)
columns-container xyxy=(38,66,1562,2206)
lower-columns xyxy=(266,711,871,1581)
doctor-text: εἰδικός ἐκ Παρισίων σπουδάσας τὰ Συφιλιδικὰ καὶ ΟΥΡΟΛΟΓΙΚΑΣ ἐν τῷ ἰατρείῳ διὰ τὴν ἐκτομήν, ἀπὸ 8—12 π.μ. καὶ 3—7 μ.μ. ὁδὸς Σωκράτους 15 xyxy=(45,1276,251,1292)
rail-top-body-8: Τὸ ζήτημα τῶν διενέξεων μεταξύ τῶν ἐργατῶν καὶ τῶν ἐργοδοτῶν ἐξητάσθη ὑπὸ τῆς ἐπιτροπῆς ἡ ὁποία κατέληξεν εἰς τὸ συμπέρασμα ὅτι πρέπει νὰ ληφθοῦν μέτρα διὰ τὴν ἀποκατάστασιν τῆς ἐργατικῆς εἰρήνης εἰς ὅλας τὰς ἐπιχειρήσεις τῆς χώρας. xyxy=(1048,433,1193,472)
theatres-subheadline: (Λίαν προχειρώσεις) xyxy=(266,788,321,796)
rail-top-body-11: ποχρεώσεις νά πληρώνεται ἐκ τῶν ταμείων Συνεδρίων. Πρόκειται τοῦ ὁ. Καλμάκη πρό ἐπ πλείστους τῆς ἐκχωρηθεῖς γραφεῖον παρά τῆς ἐργασίας. Ἡ ἐπιτροπή τοῦ κράτους δι' ἀφορᾷ ἀνήγγειλε τὴν ὑπὸ τῆς Ἐπιτροπῆς, τὴν ὁποίαν ἔλαβε μέρος καὶ τὸ ὑπουργικὸν συμβούλιον. Ἡ ἐπιτροπὴ ἐξήτασε τὰ ζητήματα τὰ ὁποῖα ἀφοροῦν τοὺς ἐργάτας καὶ τὴν ἐργατικὴν τάξιν ἐν γένει. xyxy=(1048,573,1193,636)
banner-body-2a: Τὸ ζήτημα τῶν διενέξεων μεταξύ τῶν ἐργατῶν καὶ τῶν ἐργοδοτῶν ἐξητάσθη ὑπὸ τῆς ἐπιτροπῆς ἡ ὁποία κατέληξεν εἰς τὸ συμπέρασμα ὅτι πρέπει νὰ ληφθοῦν μέτρα διὰ τὴν ἀποκατάστασιν τῆς ἐργατικῆς εἰρήνης εἰς ὅλας τὰς ἐπιχειρήσεις τῆς χώρας. xyxy=(470,189,667,239)
coop-sub-3: Πρόσκλησις xyxy=(128,799,168,809)
banner-body-2e: Τὸ ζήτημα τῶν διενέξεων μεταξύ τῶν ἐργατῶν καὶ τῶν ἐργοδοτῶν ἐξητάσθη ὑπὸ τῆς ἐπιτροπῆς ἡ ὁποία κατέληξεν εἰς τὸ συμπέρασμα ὅτι πρέπει νὰ ληφθοῦν μέτρα διὰ τὴν ἀποκατάστασιν τῆς ἐργατικῆς εἰρήνης εἰς ὅλας τὰς ἐπιχειρήσεις τῆς χώρας. xyxy=(470,431,667,482)
last-hour-title: ΤΕΛΕΥΤΑΙΑ ΩΡΑ xyxy=(886,66,1046,121)
venizelos-body-2: ποχρεώσεις νά πληρώνεται ἐκ τῶν ταμείων Συνεδρίων. Πρόκειται τοῦ ὁ. Καλμάκη πρό ἐπ πλείστους τῆς ἐκχωρηθεῖς γραφεῖον παρά τῆς ἐργασίας. Ἡ ἐπιτροπή τοῦ κράτους δι' ἀφορᾷ ἀνήγγειλε τὴν ὑπὸ τῆς Ἐπιτροπῆς, τὴν ὁποίαν ἔλαβε μέρος καὶ τὸ ὑπουργικὸν συμβούλιον. Ἡ ἐπιτροπὴ ἐξήτασε τὰ ζητήματα τὰ ὁποῖα ἀφοροῦν τοὺς ἐργάτας καὶ τὴν ἐργατικὴν τάξιν ἐν γένει. xyxy=(470,1296,667,1343)
rail-divider-1 xyxy=(1048,783,1193,790)
french-strikes-dateline: ΡΩΜΗ, 9 (Τηλ.).— xyxy=(1092,1460,1149,1467)
situation-headline: ΙΔΟΥ Η ΚΑΤΑΣΤΑΣΙΣ xyxy=(721,1227,824,1239)
extends-body-2: ποχρεώσεις νά πληρώνεται ἐκ τῶν ταμείων Συνεδρίων. Πρόκειται τοῦ ὁ. Καλμάκη πρό ἐπ πλείστους τῆς ἐκχωρηθεῖς γραφεῖον παρά τῆς ἐργασίας. Ἡ ἐπιτροπή τοῦ κράτους δι' ἀφορᾷ ἀνήγγειλε τὴν ὑπὸ τῆς Ἐπιτροπῆς, τὴν ὁποίαν ἔλαβε μέρος καὶ τὸ ὑπουργικὸν συμβούλιον. Ἡ ἐπιτροπὴ ἐξήτασε τὰ ζητήματα τὰ ὁποῖα ἀφοροῦν τοὺς ἐργάτας καὶ τὴν ἐργατικὴν τάξιν ἐν γένει. xyxy=(886,1599,1033,1661)
last-hour-body-a3: ποχρεώσεις νά πληρώνεται ἐκ τῶν ταμείων Συνεδρίων. Πρόκειται τοῦ ὁ. Καλμάκη πρό ἐπ πλείστους τῆς ἐκχωρηθεῖς γραφεῖον παρά τῆς ἐργασίας. Ἡ ἐπιτροπή τοῦ κράτους δι' ἀφορᾷ ἀνήγγειλε τὴν ὑπὸ τῆς Ἐπιτροπῆς, τὴν ὁποίαν ἔλαβε μέρος καὶ τὸ ὑπουργικὸν συμβούλιον. Ἡ ἐπιτροπὴ ἐξήτασε τὰ ζητήματα τὰ ὁποῖα ἀφοροῦν τοὺς ἐργάτας καὶ τὴν ἐργατικὴν τάξιν ἐν γένει. xyxy=(886,428,956,569)
tavrida-dateline: ΡΩΜΗ, 9 (Τηλ.).— xyxy=(1092,1017,1149,1025)
safes-brand: HERRING-HALL MARVIN SAFE CO xyxy=(85,1199,211,1209)
column-2-main xyxy=(258,66,878,2206)
lower3-divider-3 xyxy=(674,1222,871,1223)
extends-body-6: ποχρεώσεις νά πληρώνεται ἐκ τῶν ταμείων Συνεδρίων. Πρόκειται τοῦ ὁ. Καλμάκη πρό ἐπ πλείστους τῆς ἐκχωρηθεῖς γραφεῖον παρά τῆς ἐργασίας. Ἡ ἐπιτροπή τοῦ κράτους δι' ἀφορᾷ ἀνήγγειλε τὴν ὑπὸ τῆς Ἐπιτροπῆς, τὴν ὁποίαν ἔλαβε μέρος καὶ τὸ ὑπουργικὸν συμβούλιον. Ἡ ἐπιτροπὴ ἐξήτασε τὰ ζητήματα τὰ ὁποῖα ἀφοροῦν τοὺς ἐργάτας καὶ τὴν ἐργατικὴν τάξιν ἐν γένει. xyxy=(886,1802,1033,1864)
labour-meeting-body-2: ποχρεώσεις νά πληρώνεται ἐκ τῶν ταμείων Συνεδρίων. Πρόκειται τοῦ ὁ. Καλμάκη πρό ἐπ πλείστους τῆς ἐκχωρηθεῖς γραφεῖον παρά τῆς ἐργασίας. Ἡ ἐπιτροπή τοῦ κράτους δι' ἀφορᾷ ἀνήγγειλε τὴν ὑπὸ τῆς Ἐπιτροπῆς, τὴν ὁποίαν ἔλαβε μέρος καὶ τὸ ὑπουργικὸν συμβούλιον. Ἡ ἐπιτροπὴ ἐξήτασε τὰ ζητήματα τὰ ὁποῖα ἀφοροῦν τοὺς ἐργάτας καὶ τὴν ἐργατικὴν τάξιν ἐν γένει. xyxy=(470,840,667,887)
allianz-headline: ΑΛΛΙΑΝΖ xyxy=(337,1273,392,1286)
banner-body-3f: Τὸ ζήτημα τῶν διενέξεων μεταξύ τῶν ἐργατῶν καὶ τῶν ἐργοδοτῶν ἐξητάσθη ὑπὸ τῆς ἐπιτροπῆς ἡ ὁποία κατέληξεν εἰς τὸ συμπέρασμα ὅτι πρέπει νὰ ληφθοῦν μέτρα διὰ τὴν ἀποκατάστασιν τῆς ἐργατικῆς εἰρήνης εἰς ὅλας τὰς ἐπιχειρήσεις τῆς χώρας. xyxy=(674,502,871,552)
treaty-body-6: ποχρεώσεις νά πληρώνεται ἐκ τῶν ταμείων Συνεδρίων. Πρόκειται τοῦ ὁ. Καλμάκη πρό ἐπ πλείστους τῆς ἐκχωρηθεῖς γραφεῖον παρά τῆς ἐργασίας. Ἡ ἐπιτροπή τοῦ κράτους δι' ἀφορᾷ ἀνήγγειλε τὴν ὑπὸ τῆς Ἐπιτροπῆς, τὴν ὁποίαν ἔλαβε μέρος καὶ τὸ ὑπουργικὸν συμβούλιον. Ἡ ἐπιτροπὴ ἐξήτασε τὰ ζητήματα τὰ ὁποῖα ἀφοροῦν τοὺς ἐργάτας καὶ τὴν ἐργατικὴν τάξιν ἐν γένει. xyxy=(963,1370,1033,1511)
situation-body-6: Τὸ ζήτημα τῶν διενέξεων μεταξύ τῶν ἐργατῶν καὶ τῶν ἐργοδοτῶν ἐξητάσθη ὑπὸ τῆς ἐπιτροπῆς ἡ ὁποία κατέληξεν εἰς τὸ συμπέρασμα ὅτι πρέπει νὰ ληφθοῦν μέτρα διὰ τὴν ἀποκατάστασιν τῆς ἐργατικῆς εἰρήνης εἰς ὅλας τὰς ἐπιχειρήσεις τῆς χώρας. xyxy=(674,1454,871,1485)
coop-body-3: Τὸ ζήτημα τῶν διενέξεων μεταξύ τῶν ἐργατῶν καὶ τῶν ἐργοδοτῶν ἐξητάσθη ὑπὸ τῆς ἐπιτροπῆς ἡ ὁποία κατέληξεν εἰς τὸ συμπέρασμα ὅτι πρέπει νὰ ληφθοῦν μέτρα διὰ τὴν ἀποκατάστασιν τῆς ἐργατικῆς εἰρήνης εἰς ὅλας τὰς ἐπιχειρήσεις τῆς χώρας. xyxy=(45,906,251,943)
new-italian-gov-body-2: Τὸ ζήτημα τῶν διενέξεων μεταξύ τῶν ἐργατῶν καὶ τῶν ἐργοδοτῶν ἐξητάσθη ὑπὸ τῆς ἐπιτροπῆς ἡ ὁποία κατέληξεν εἰς τὸ συμπέρασμα ὅτι πρέπει νὰ ληφθοῦν μέτρα διὰ τὴν ἀποκατάστασιν τῆς ἐργατικῆς εἰρήνης εἰς ὅλας τὰς ἐπιχειρήσεις τῆς χώρας. xyxy=(1048,891,1193,930)
no-credit-body-3: Τὸ ζήτημα τῶν διενέξεων μεταξύ τῶν ἐργατῶν καὶ τῶν ἐργοδοτῶν ἐξητάσθη ὑπὸ τῆς ἐπιτροπῆς ἡ ὁποία κατέληξεν εἰς τὸ συμπέρασμα ὅτι πρέπει νὰ ληφθοῦν μέτρα διὰ τὴν ἀποκατάστασιν τῆς ἐργατικῆς εἰρήνης εἰς ὅλας τὰς ἐπιχειρήσεις τῆς χώρας. xyxy=(674,1185,871,1217)
rome-dateline-c: ΡΩΜΗ, 9 (Τηλ.).— xyxy=(742,1098,803,1108)
rail-top-body-5: ποχρεώσεις νά πληρώνεται ἐκ τῶν ταμείων Συνεδρίων. Πρόκειται τοῦ ὁ. Καλμάκη πρό ἐπ πλείστους τῆς ἐκχωρηθεῖς γραφεῖον παρά τῆς ἐργασίας. Ἡ ἐπιτροπή τοῦ κράτους δι' ἀφορᾷ ἀνήγγειλε τὴν ὑπὸ τῆς Ἐπιτροπῆς, τὴν ὁποίαν ἔλαβε μέρος καὶ τὸ ὑπουργικὸν συμβούλιον. Ἡ ἐπιτροπὴ ἐξήτασε τὰ ζητήματα τὰ ὁποῖα ἀφοροῦν τοὺς ἐργάτας καὶ τὴν ἐργατικὴν τάξιν ἐν γένει. xyxy=(1048,269,1193,331)
trial-subheadline: ΤΩΝ ΑΞΙΩΜΑΤΙΚΩΝ ΤΟΥ ΓΚΑΪΡΛΙΤΣ xyxy=(61,222,235,234)
venizelos-headline: Η ΑΝΑΚΛΗΣΙΣ ΤΟΥ ΒΕΝΙΖΕΛΟΥ xyxy=(489,1251,648,1263)
banner-line-1: ΓΕΝΙΚΗ ΕΠΙΘΕΣΙΣ ΤΩΝ ΜΠΟΛΣΕΒΙΚΩΝ ΕΙΣ ΟΛΑ ΤΑ ΜΕΤΩΠΑ xyxy=(301,66,836,86)
extends-body-1: Τὸ ζήτημα τῶν διενέξεων μεταξύ τῶν ἐργατῶν καὶ τῶν ἐργοδοτῶν ἐξητάσθη ὑπὸ τῆς ἐπιτροπῆς ἡ ὁποία κατέληξεν εἰς τὸ συμπέρασμα ὅτι πρέπει νὰ ληφθοῦν μέτρα διὰ τὴν ἀποκατάστασιν τῆς ἐργατικῆς εἰρήνης εἰς ὅλας τὰς ἐπιχειρήσεις τῆς χώρας. xyxy=(886,1559,1033,1599)
rail-top-body-10: Τὸ ζήτημα τῶν διενέξεων μεταξύ τῶν ἐργατῶν καὶ τῶν ἐργοδοτῶν ἐξητάσθη ὑπὸ τῆς ἐπιτροπῆς ἡ ὁποία κατέληξεν εἰς τὸ συμπέρασμα ὅτι πρέπει νὰ ληφθοῦν μέτρα διὰ τὴν ἀποκατάστασιν τῆς ἐργατικῆς εἰρήνης εἰς ὅλας τὰς ἐπιχειρήσεις τῆς χώρας. xyxy=(1048,534,1193,573)
situation-body-5: ποχρεώσεις νά πληρώνεται ἐκ τῶν ταμείων Συνεδρίων. Πρόκειται τοῦ ὁ. Καλμάκη πρό ἐπ πλείστους τῆς ἐκχωρηθεῖς γραφεῖον παρά τῆς ἐργασίας. Ἡ ἐπιτροπή τοῦ κράτους δι' ἀφορᾷ ἀνήγγειλε τὴν ὑπὸ τῆς Ἐπιτροπῆς, τὴν ὁποίαν ἔλαβε μέρος καὶ τὸ ὑπουργικὸν συμβούλιον. Ἡ ἐπιτροπὴ ἐξήτασε τὰ ζητήματα τὰ ὁποῖα ἀφοροῦν τοὺς ἐργάτας καὶ τὴν ἐργατικὴν τάξιν ἐν γένει. xyxy=(674,1407,871,1454)
last-hour-body-a2: Τὸ ζήτημα τῶν διενέξεων μεταξύ τῶν ἐργατῶν καὶ τῶν ἐργοδοτῶν ἐξητάσθη ὑπὸ τῆς ἐπιτροπῆς ἡ ὁποία κατέληξεν εἰς τὸ συμπέρασμα ὅτι πρέπει νὰ ληφθοῦν μέτρα διὰ τὴν ἀποκατάστασιν τῆς ἐργατικῆς εἰρήνης εἰς ὅλας τὰς ἐπιχειρήσεις τῆς χώρας. xyxy=(886,342,956,428)
masthead xyxy=(30,40,1570,64)
divider-4 xyxy=(45,966,251,968)
col1-intro-text: ποχρεώσεις νά πληρώνεται ἐκ τῶν ταμείων Συνεδρίων. Πρόκειται τοῦ ὁ. Καλμάκη πρό ἐπ πλείστους τῆς ἐκχωρηθεῖς γραφεῖον παρά τῆς ἐργασίας. xyxy=(45,65,251,92)
russo-japanese-body-2: Τὸ ζήτημα τῶν διενέξεων μεταξύ τῶν ἐργατῶν καὶ τῶν ἐργοδοτῶν ἐξητάσθη ὑπὸ τῆς ἐπιτροπῆς ἡ ὁποία κατέληξεν εἰς τὸ συμπέρασμα ὅτι πρέπει νὰ ληφθοῦν μέτρα διὰ τὴν ἀποκατάστασιν τῆς ἐργατικῆς εἰρήνης εἰς ὅλας τὰς ἐπιχειρήσεις τῆς χώρας. xyxy=(674,995,871,1026)
coop-date: Ἐν Ἀθήναις τῇ 5 Μαΐου 1920 xyxy=(162,943,251,953)
persia-body-4: Τὸ ζήτημα τῶν διενέξεων μεταξύ τῶν ἐργατῶν καὶ τῶν ἐργοδοτῶν ἐξητάσθη ὑπὸ τῆς ἐπιτροπῆς ἡ ὁποία κατέληξεν εἰς τὸ συμπέρασμα ὅτι πρέπει νὰ ληφθοῦν μέτρα διὰ τὴν ἀποκατάστασιν τῆς ἐργατικῆς εἰρήνης εἰς ὅλας τὰς ἐπιχειρήσεις τῆς χώρας. xyxy=(963,1000,1033,1086)
safes-agent-name: Θ. Α. ΑΛΑΜΑΝΟΣ xyxy=(117,1216,179,1226)
venizelos-body-1: Τὸ ζήτημα τῶν διενέξεων μεταξύ τῶν ἐργατῶν καὶ τῶν ἐργοδοτῶν ἐξητάσθη ὑπὸ τῆς ἐπιτροπῆς ἡ ὁποία κατέληξεν εἰς τὸ συμπέρασμα ὅτι πρέπει νὰ ληφθοῦν μέτρα διὰ τὴν ἀποκατάστασιν τῆς ἐργατικῆς εἰρήνης εἰς ὅλας τὰς ἐπιχειρήσεις τῆς χώρας. xyxy=(470,1265,667,1296)
last-hour-sub-2: ΑΠΟ ΤΗΝ ΠΡΟΕΛΑΣΙΝ ΤΩΝ ΜΠΟΛΣΕΒΙΚΩΝ xyxy=(897,158,1022,182)
treaty-body-4: ποχρεώσεις νά πληρώνεται ἐκ τῶν ταμείων Συνεδρίων. Πρόκειται τοῦ ὁ. Καλμάκη πρό ἐπ πλείστους τῆς ἐκχωρηθεῖς γραφεῖον παρά τῆς ἐργασίας. Ἡ ἐπιτροπή τοῦ κράτους δι' ἀφορᾷ ἀνήγγειλε τὴν ὑπὸ τῆς Ἐπιτροπῆς, τὴν ὁποίαν ἔλαβε μέρος καὶ τὸ ὑπουργικὸν συμβούλιον. Ἡ ἐπιτροπὴ ἐξήτασε τὰ ζητήματα τὰ ὁποῖα ἀφοροῦν τοὺς ἐργάτας καὶ τὴν ἐργατικὴν τάξιν ἐν γένει. xyxy=(963,1144,1033,1284)
soviet-dateline: ΡΩΜΗ, 9 (Τηλ.).— xyxy=(931,1889,988,1897)
socialist-party-body-3: Τὸ ζήτημα τῶν διενέξεων μεταξύ τῶν ἐργατῶν καὶ τῶν ἐργοδοτῶν ἐξητάσθη ὑπὸ τῆς ἐπιτροπῆς ἡ ὁποία κατέληξεν εἰς τὸ συμπέρασμα ὅτι πρέπει νὰ ληφθοῦν μέτρα διὰ τὴν ἀποκατάστασιν τῆς ἐργατικῆς εἰρήνης εἰς ὅλας τὰς ἐπιχειρήσεις τῆς χώρας. xyxy=(470,1005,667,1037)
accident-body-1: ποχρεώσεις νά πληρώνεται ἐκ τῶν ταμείων Συνεδρίων. Πρόκειται τοῦ ὁ. Καλμάκη πρό ἐπ πλείστους τῆς ἐκχωρηθεῖς γραφεῖον παρά τῆς ἐργασίας. Ἡ ἐπιτροπή τοῦ κράτους δι' ἀφορᾷ ἀνήγγειλε τὴν ὑπὸ τῆς Ἐπιτροπῆς, τὴν ὁποίαν ἔλαβε μέρος καὶ τὸ ὑπουργικὸν συμβούλιον. Ἡ ἐπιτροπὴ ἐξήτασε τὰ ζητήματα τὰ ὁποῖα ἀφοροῦν τοὺς ἐργάτας καὶ τὴν ἐργατικὴν τάξιν ἐν γένει. xyxy=(45,986,251,1040)
situation-body-4: Τὸ ζήτημα τῶν διενέξεων μεταξύ τῶν ἐργατῶν καὶ τῶν ἐργοδοτῶν ἐξητάσθη ὑπὸ τῆς ἐπιτροπῆς ἡ ὁποία κατέληξεν εἰς τὸ συμπέρασμα ὅτι πρέπει νὰ ληφθοῦν μέτρα διὰ τὴν ἀποκατάστασιν τῆς ἐργατικῆς εἰρήνης εἰς ὅλας τὰς ἐπιχειρήσεις τῆς χώρας. xyxy=(674,1375,871,1407)
chicherin-protest-headline: ΔΙΑΜΑΡΤΥΡΙΑ ΤΣΙΤΣΕΡΙΝ xyxy=(1056,1138,1185,1150)
pasic-body-2: ποχρεώσεις νά πληρώνεται ἐκ τῶν ταμείων Συνεδρίων. Πρόκειται τοῦ ὁ. Καλμάκη πρό ἐπ πλείστους τῆς ἐκχωρηθεῖς γραφεῖον παρά τῆς ἐργασίας. Ἡ ἐπιτροπή τοῦ κράτους δι' ἀφορᾷ ἀνήγγειλε τὴν ὑπὸ τῆς Ἐπιτροπῆς, τὴν ὁποίαν ἔλαβε μέρος καὶ τὸ ὑπουργικὸν συμβούλιον. Ἡ ἐπιτροπὴ ἐξήτασε τὰ ζητήματα τὰ ὁποῖα ἀφοροῦν τοὺς ἐργάτας καὶ τὴν ἐργατικὴν τάξιν ἐν γένει. xyxy=(1048,1703,1193,1766)
banner-body-2h: ποχρεώσεις νά πληρώνεται ἐκ τῶν ταμείων Συνεδρίων. Πρόκειται τοῦ ὁ. Καλμάκη πρό ἐπ πλείστους τῆς ἐκχωρηθεῖς γραφεῖον παρά τῆς ἐργασίας. Ἡ ἐπιτροπή τοῦ κράτους δι' ἀφορᾷ ἀνήγγειλε τὴν ὑπὸ τῆς Ἐπιτροπῆς, τὴν ὁποίαν ἔλαβε μέρος καὶ τὸ ὑπουργικὸν συμβούλιον. Ἡ ἐπιτροπὴ ἐξήτασε τὰ ζητήματα τὰ ὁποῖα ἀφοροῦν τοὺς ἐργάτας καὶ τὴν ἐργατικὴν τάξιν ἐν γένει. xyxy=(470,603,667,674)
trial-body-6: Τὸ ζήτημα τῶν διενέξεων μεταξύ τῶν ἐργατῶν καὶ τῶν ἐργοδοτῶν ἐξητάσθη ὑπὸ τῆς ἐπιτροπῆς ἡ ὁποία κατέληξεν εἰς τὸ συμπέρασμα ὅτι πρέπει νὰ ληφθοῦν μέτρα διὰ τὴν ἀποκατάστασιν τῆς ἐργατικῆς εἰρήνης εἰς ὅλας τὰς ἐπιχειρήσεις τῆς χώρας. xyxy=(45,476,251,513)
newspaper-sheet xyxy=(30,40,1570,2210)
socialist-party-sub-2: (Κομμουνιστικόν) xyxy=(544,919,593,927)
new-italian-gov-body-1: ποχρεώσεις νά πληρώνεται ἐκ τῶν ταμείων Συνεδρίων. Πρόκειται τοῦ ὁ. Καλμάκη πρό ἐπ πλείστους τῆς ἐκχωρηθεῖς γραφεῖον παρά τῆς ἐργασίας. Ἡ ἐπιτροπή τοῦ κράτους δι' ἀφορᾷ ἀνήγγειλε τὴν ὑπὸ τῆς Ἐπιτροπῆς, τὴν ὁποίαν ἔλαβε μέρος καὶ τὸ ὑπουργικὸν συμβούλιον. Ἡ ἐπιτροπὴ ἐξήτασε τὰ ζητήματα τὰ ὁποῖα ἀφοροῦν τοὺς ἐργάτας καὶ τὴν ἐργατικὴν τάξιν ἐν γένει. xyxy=(1048,828,1193,891)
pasic-body-1: Τὸ ζήτημα τῶν διενέξεων μεταξύ τῶν ἐργατῶν καὶ τῶν ἐργοδοτῶν ἐξητάσθη ὑπὸ τῆς ἐπιτροπῆς ἡ ὁποία κατέληξεν εἰς τὸ συμπέρασμα ὅτι πρέπει νὰ ληφθοῦν μέτρα διὰ τὴν ἀποκατάστασιν τῆς ἐργατικῆς εἰρήνης εἰς ὅλας τὰς ἐπιχειρήσεις τῆς χώρας. xyxy=(1048,1664,1193,1703)
last-hour-sub-1: ΟΙ ΑΓΓΛΟΙ ΠΑΝΙΚΟΒΛΗΤΟΙ xyxy=(907,126,1012,156)
treaty-col-b xyxy=(964,1144,1034,1511)
lower-divider-4 xyxy=(266,1156,463,1157)
banner-body-col-2 xyxy=(470,189,667,692)
banner-body-1a: ποχρεώσεις νά πληρώνεται ἐκ τῶν ταμείων Συνεδρίων. Πρόκειται τοῦ ὁ. Καλμάκη πρό ἐπ πλείστους τῆς ἐκχωρηθεῖς γραφεῖον παρά τῆς ἐργασίας. Ἡ ἐπιτροπή τοῦ κράτους δι' ἀφορᾷ ἀνήγγειλε τὴν ὑπὸ τῆς Ἐπιτροπῆς, τὴν ὁποίαν ἔλαβε μέρος καὶ τὸ ὑπουργικὸν συμβούλιον. Ἡ ἐπιτροπὴ ἐξήτασε τὰ ζητήματα τὰ ὁποῖα ἀφοροῦν τοὺς ἐργάτας καὶ τὴν ἐργατικὴν τάξιν ἐν γένει. xyxy=(266,207,463,277)
banner-body-1c: ποχρεώσεις νά πληρώνεται ἐκ τῶν ταμείων Συνεδρίων. Πρόκειται τοῦ ὁ. Καλμάκη πρό ἐπ πλείστους τῆς ἐκχωρηθεῖς γραφεῖον παρά τῆς ἐργασίας. Ἡ ἐπιτροπή τοῦ κράτους δι' ἀφορᾷ ἀνήγγειλε τὴν ὑπὸ τῆς Ἐπιτροπῆς, τὴν ὁποίαν ἔλαβε μέρος καὶ τὸ ὑπουργικὸν συμβούλιον. Ἡ ἐπιτροπὴ ἐξήτασε τὰ ζητήματα τὰ ὁποῖα ἀφοροῦν τοὺς ἐργάτας καὶ τὴν ἐργατικὴν τάξιν ἐν γένει. xyxy=(266,328,463,398)
banner-line-2: ΤΑ ΠΟΛΩΝΙΚΑ ΚΑΙ ΟΥΚΡΑΝΙΚΑ ΣΤΡΑΤΕΥΜΑΤΑ ΥΠΟΧΩΡΟΥΝ ΠΑΝΙΚΟΒΛΗΤΑ xyxy=(323,93,814,128)
banner-body-2c: Τὸ ζήτημα τῶν διενέξεων μεταξύ τῶν ἐργατῶν καὶ τῶν ἐργοδοτῶν ἐξητάσθη ὑπὸ τῆς ἐπιτροπῆς ἡ ὁποία κατέληξεν εἰς τὸ συμπέρασμα ὅτι πρέπει νὰ ληφθοῦν μέτρα διὰ τὴν ἀποκατάστασιν τῆς ἐργατικῆς εἰρήνης εἰς ὅλας τὰς ἐπιχειρήσεις τῆς χώρας. xyxy=(470,310,667,360)
persia-body-3: ποχρεώσεις νά πληρώνεται ἐκ τῶν ταμείων Συνεδρίων. Πρόκειται τοῦ ὁ. Καλμάκη πρό ἐπ πλείστους τῆς ἐκχωρηθεῖς γραφεῖον παρά τῆς ἐργασίας. Ἡ ἐπιτροπή τοῦ κράτους δι' ἀφορᾷ ἀνήγγειλε τὴν ὑπὸ τῆς Ἐπιτροπῆς, τὴν ὁποίαν ἔλαβε μέρος καὶ τὸ ὑπουργικὸν συμβούλιον. Ἡ ἐπιτροπὴ ἐξήτασε τὰ ζητήματα τὰ ὁποῖα ἀφοροῦν τοὺς ἐργάτας καὶ τὴν ἐργατικὴν τάξιν ἐν γένει. xyxy=(963,859,1033,1000)
piraeus-headline: ΕΚΠΡΟΣ ΕΝ ΠΕΙΡΑΙΕΙ xyxy=(310,715,419,727)
socialist-party-body-2: ποχρεώσεις νά πληρώνεται ἐκ τῶν ταμείων Συνεδρίων. Πρόκειται τοῦ ὁ. Καλμάκη πρό ἐπ πλείστους τῆς ἐκχωρηθεῖς γραφεῖον παρά τῆς ἐργασίας. Ἡ ἐπιτροπή τοῦ κράτους δι' ἀφορᾷ ἀνήγγειλε τὴν ὑπὸ τῆς Ἐπιτροπῆς, τὴν ὁποίαν ἔλαβε μέρος καὶ τὸ ὑπουργικὸν συμβούλιον. Ἡ ἐπιτροπὴ ἐξήτασε τὰ ζητήματα τὰ ὁποῖα ἀφοροῦν τοὺς ἐργάτας καὶ τὴν ἐργατικὴν τάξιν ἐν γένει. xyxy=(470,958,667,1005)
coop-headline: ΣΥΝΕΤΑΙΡΙΣΜΟΣ ΚΑΤΑΝΑΛΩΣΕΩΣ xyxy=(45,764,251,779)
thrace-body-1: Τὸ ζήτημα τῶν διενέξεων μεταξύ τῶν ἐργατῶν καὶ τῶν ἐργοδοτῶν ἐξητάσθη ὑπὸ τῆς ἐπιτροπῆς ἡ ὁποία κατέληξεν εἰς τὸ συμπέρασμα ὅτι πρέπει νὰ ληφθοῦν μέτρα διὰ τὴν ἀποκατάστασιν τῆς ἐργατικῆς εἰρήνης εἰς ὅλας τὰς ἐπιχειρήσεις τῆς χώρας. xyxy=(1048,1799,1193,1838)
no-credit-body-1: Τὸ ζήτημα τῶν διενέξεων μεταξύ τῶν ἐργατῶν καὶ τῶν ἐργοδοτῶν ἐξητάσθη ὑπὸ τῆς ἐπιτροπῆς ἡ ὁποία κατέληξεν εἰς τὸ συμπέρασμα ὅτι πρέπει νὰ ληφθοῦν μέτρα διὰ τὴν ἀποκατάστασιν τῆς ἐργατικῆς εἰρήνης εἰς ὅλας τὰς ἐπιχειρήσεις τῆς χώρας. xyxy=(674,1107,871,1138)
rail-top-body-3: ποχρεώσεις νά πληρώνεται ἐκ τῶν ταμείων Συνεδρίων. Πρόκειται τοῦ ὁ. Καλμάκη πρό ἐπ πλείστους τῆς ἐκχωρηθεῖς γραφεῖον παρά τῆς ἐργασίας. Ἡ ἐπιτροπή τοῦ κράτους δι' ἀφορᾷ ἀνήγγειλε τὴν ὑπὸ τῆς Ἐπιτροπῆς, τὴν ὁποίαν ἔλαβε μέρος καὶ τὸ ὑπουργικὸν συμβούλιον. Ἡ ἐπιτροπὴ ἐξήτασε τὰ ζητήματα τὰ ὁποῖα ἀφοροῦν τοὺς ἐργάτας καὶ τὴν ἐργατικὴν τάξιν ἐν γένει. xyxy=(1048,167,1193,230)
banner-body-1b: Τὸ ζήτημα τῶν διενέξεων μεταξύ τῶν ἐργατῶν καὶ τῶν ἐργοδοτῶν ἐξητάσθη ὑπὸ τῆς ἐπιτροπῆς ἡ ὁποία κατέληξεν εἰς τὸ συμπέρασμα ὅτι πρέπει νὰ ληφθοῦν μέτρα διὰ τὴν ἀποκατάστασιν τῆς ἐργατικῆς εἰρήνης εἰς ὅλας τὰς ἐπιχειρήσεις τῆς χώρας. xyxy=(266,277,463,328)
treaty-columns xyxy=(886,1144,1033,1511)
social-body-7: Τὸ ζήτημα τῶν διενέξεων μεταξύ τῶν ἐργατῶν καὶ τῶν ἐργοδοτῶν ἐξητάσθη ὑπὸ τῆς ἐπιτροπῆς ἡ ὁποία κατέληξεν εἰς τὸ συμπέρασμα ὅτι πρέπει νὰ ληφθοῦν μέτρα διὰ τὴν ἀποκατάστασιν τῆς ἐργατικῆς εἰρήνης εἰς ὅλας τὰς ἐπιχειρήσεις τῆς χώρας. xyxy=(266,1100,463,1131)
trial-body-7: ποχρεώσεις νά πληρώνεται ἐκ τῶν ταμείων Συνεδρίων. Πρόκειται τοῦ ὁ. Καλμάκη πρό ἐπ πλείστους τῆς ἐκχωρηθεῖς γραφεῖον παρά τῆς ἐργασίας. Ἡ ἐπιτροπή τοῦ κράτους δι' ἀφορᾷ ἀνήγγειλε τὴν ὑπὸ τῆς Ἐπιτροπῆς, τὴν ὁποίαν ἔλαβε μέρος καὶ τὸ ὑπουργικὸν συμβούλιον. Ἡ ἐπιτροπὴ ἐξήτασε τὰ ζητήματα τὰ ὁποῖα ἀφοροῦν τοὺς ἐργάτας καὶ τὴν ἐργατικὴν τάξιν ἐν γένει. xyxy=(45,511,251,566)
divider-1 xyxy=(45,188,251,195)
thrace-bulgarians-headline: ΟΙ ΕΝ ΘΡΑΚΗ ΒΟΥΛΓΑΡΟΙ xyxy=(1055,1777,1186,1789)
lower2-divider-3 xyxy=(470,1245,667,1246)
cyprus-headline: Η ΑΓΓΛΙΑ ΚΑΙ Η ΚΥΠΡΟΣ xyxy=(709,715,836,727)
banner-body-3c: ποχρεώσεις νά πληρώνεται ἐκ τῶν ταμείων Συνεδρίων. Πρόκειται τοῦ ὁ. Καλμάκη πρό ἐπ πλείστους τῆς ἐκχωρηθεῖς γραφεῖον παρά τῆς ἐργασίας. Ἡ ἐπιτροπή τοῦ κράτους δι' ἀφορᾷ ἀνήγγειλε τὴν ὑπὸ τῆς Ἐπιτροπῆς, τὴν ὁποίαν ἔλαβε μέρος καὶ τὸ ὑπουργικὸν συμβούλιον. Ἡ ἐπιτροπὴ ἐξήτασε τὰ ζητήματα τὰ ὁποῖα ἀφοροῦν τοὺς ἐργάτας καὶ τὴν ἐργατικὴν τάξιν ἐν γένει. xyxy=(674,310,871,380)
lower2-divider-2 xyxy=(470,892,667,893)
lower-col-3 xyxy=(674,711,871,1581)
banner-body-columns xyxy=(266,189,871,692)
paris-dateline-9: ΠΑΡΙΣΙΟΙ 9 (Τηλ.).— Ο xyxy=(733,1241,812,1251)
panic-body-2: Τὸ ζήτημα τῶν διενέξεων μεταξύ τῶν ἐργατῶν καὶ τῶν ἐργοδοτῶν ἐξητάσθη ὑπὸ τῆς ἐπιτροπῆς ἡ ὁποία κατέληξεν εἰς τὸ συμπέρασμα ὅτι πρέπει νὰ ληφθοῦν μέτρα διὰ τὴν ἀποκατάστασιν τῆς ἐργατικῆς εἰρήνης εἰς ὅλας τὰς ἐπιχειρήσεις τῆς χώρας. xyxy=(886,2144,1033,2183)
lower2-divider-1 xyxy=(470,789,667,790)
soviet-body-2: ποχρεώσεις νά πληρώνεται ἐκ τῶν ταμείων Συνεδρίων. Πρόκειται τοῦ ὁ. Καλμάκη πρό ἐπ πλείστους τῆς ἐκχωρηθεῖς γραφεῖον παρά τῆς ἐργασίας. Ἡ ἐπιτροπή τοῦ κράτους δι' ἀφορᾷ ἀνήγγειλε τὴν ὑπὸ τῆς Ἐπιτροπῆς, τὴν ὁποίαν ἔλαβε μέρος καὶ τὸ ὑπουργικὸν συμβούλιον. Ἡ ἐπιτροπὴ ἐξήτασε τὰ ζητήματα τὰ ὁποῖα ἀφοροῦν τοὺς ἐργάτας καὶ τὴν ἐργατικὴν τάξιν ἐν γένει. xyxy=(886,1936,1033,1999)
masthead-title: ΡΙΖΟΣΠΑΣΤΗΣ xyxy=(748,45,852,57)
rail-divider-6 xyxy=(1048,1637,1193,1638)
athoai-body-3: Τὸ ζήτημα τῶν διενέξεων μεταξύ τῶν ἐργατῶν καὶ τῶν ἐργοδοτῶν ἐξητάσθη ὑπὸ τῆς ἐπιτροπῆς ἡ ὁποία κατέληξεν εἰς τὸ συμπέρασμα ὅτι πρέπει νὰ ληφθοῦν μέτρα διὰ τὴν ἀποκατάστασιν τῆς ἐργατικῆς εἰρήνης εἰς ὅλας τὰς ἐπιχειρήσεις τῆς χώρας. xyxy=(1048,1395,1193,1435)
lower-col-2 xyxy=(470,711,667,1581)
column-1 xyxy=(38,66,258,2206)
accident-body-2: Τὸ ζήτημα τῶν διενέξεων μεταξύ τῶν ἐργατῶν καὶ τῶν ἐργοδοτῶν ἐξητάσθη ὑπὸ τῆς ἐπιτροπῆς ἡ ὁποία κατέληξεν εἰς τὸ συμπέρασμα ὅτι πρέπει νὰ ληφθοῦν μέτρα διὰ τὴν ἀποκατάστασιν τῆς ἐργατικῆς εἰρήνης εἰς ὅλας τὰς ἐπιχειρήσεις τῆς χώρας. xyxy=(45,1039,251,1076)
alexandros-body-2: ποχρεώσεις νά πληρώνεται ἐκ τῶν ταμείων Συνεδρίων. Πρόκειται τοῦ ὁ. Καλμάκη πρό ἐπ πλείστους τῆς ἐκχωρηθεῖς γραφεῖον παρά τῆς ἐργασίας. Ἡ ἐπιτροπή τοῦ κράτους δι' ἀφορᾷ ἀνήγγειλε τὴν ὑπὸ τῆς Ἐπιτροπῆς, τὴν ὁποίαν ἔλαβε μέρος καὶ τὸ ὑπουργικὸν συμβούλιον. Ἡ ἐπιτροπὴ ἐξήτασε τὰ ζητήματα τὰ ὁποῖα ἀφοροῦν τοὺς ἐργάτας καὶ τὴν ἐργατικὴν τάξιν ἐν γένει. xyxy=(470,1399,667,1446)
situation-body-2: Τὸ ζήτημα τῶν διενέξεων μεταξύ τῶν ἐργατῶν καὶ τῶν ἐργοδοτῶν ἐξητάσθη ὑπὸ τῆς ἐπιτροπῆς ἡ ὁποία κατέληξεν εἰς τὸ συμπέρασμα ὅτι πρέπει νὰ ληφθοῦν μέτρα διὰ τὴν ἀποκατάστασιν τῆς ἐργατικῆς εἰρήνης εἰς ὅλας τὰς ἐπιχειρήσεις τῆς χώρας. xyxy=(674,1297,871,1329)
safes-headline: ΧΡΗΜΑΤΟΚΙΒΩΤΙΑ xyxy=(81,1156,215,1173)
alexandros-body-1: Τὸ ζήτημα τῶν διενέξεων μεταξύ τῶν ἐργατῶν καὶ τῶν ἐργοδοτῶν ἐξητάσθη ὑπὸ τῆς ἐπιτροπῆς ἡ ὁποία κατέληξεν εἰς τὸ συμπέρασμα ὅτι πρέπει νὰ ληφθοῦν μέτρα διὰ τὴν ἀποκατάστασιν τῆς ἐργατικῆς εἰρήνης εἰς ὅλας τὰς ἐπιχειρήσεις τῆς χώρας. xyxy=(470,1368,667,1399)
new-strikes-headline: ΝΕΑΙ ΑΠΕΡΓΙΑΙ xyxy=(530,1457,607,1469)
typewriters-line-4: ΤΩΝ ΓΑΛΛΙΚΑΣ ΔΕΧΕΙΣ ΑΝΕΥ xyxy=(314,1199,415,1207)
main-banner xyxy=(266,66,871,178)
safes-telephone: Τηλέφωνον 4—11 xyxy=(123,1232,173,1240)
persia-columns xyxy=(886,860,1033,1094)
lower-col-1 xyxy=(266,711,463,1581)
trial-body-8: Τὸ ζήτημα τῶν διενέξεων μεταξύ τῶν ἐργατῶν καὶ τῶν ἐργοδοτῶν ἐξητάσθη ὑπὸ τῆς ἐπιτροπῆς ἡ ὁποία κατέληξεν εἰς τὸ συμπέρασμα ὅτι πρέπει νὰ ληφθοῦν μέτρα διὰ τὴν ἀποκατάστασιν τῆς ἐργατικῆς εἰρήνης εἰς ὅλας τὰς ἐπιχειρήσεις τῆς χώρας. xyxy=(45,565,251,602)
coop-body-2: ποχρεώσεις νά πληρώνεται ἐκ τῶν ταμείων Συνεδρίων. Πρόκειται τοῦ ὁ. Καλμάκη πρό ἐπ πλείστους τῆς ἐκχωρηθεῖς γραφεῖον παρά τῆς ἐργασίας. Ἡ ἐπιτροπή τοῦ κράτους δι' ἀφορᾷ ἀνήγγειλε τὴν ὑπὸ τῆς Ἐπιτροπῆς, τὴν ὁποίαν ἔλαβε μέρος καὶ τὸ ὑπουργικὸν συμβούλιον. Ἡ ἐπιτροπὴ ἐξήτασε τὰ ζητήματα τὰ ὁποῖα ἀφοροῦν τοὺς ἐργάτας καὶ τὴν ἐργατικὴν τάξιν ἐν γένει. xyxy=(45,852,251,907)
persia-body-1: ποχρεώσεις νά πληρώνεται ἐκ τῶν ταμείων Συνεδρίων. Πρόκειται τοῦ ὁ. Καλμάκη πρό ἐπ πλείστους τῆς ἐκχωρηθεῖς γραφεῖον παρά τῆς ἐργασίας. Ἡ ἐπιτροπή τοῦ κράτους δι' ἀφορᾷ ἀνήγγειλε τὴν ὑπὸ τῆς Ἐπιτροπῆς, τὴν ὁποίαν ἔλαβε μέρος καὶ τὸ ὑπουργικὸν συμβούλιον. Ἡ ἐπιτροπὴ ἐξήτασε τὰ ζητήματα τὰ ὁποῖα ἀφοροῦν τοὺς ἐργάτας καὶ τὴν ἐργατικὴν τάξιν ἐν γένει. xyxy=(886,867,956,1008)
rail-top-body-6: Τὸ ζήτημα τῶν διενέξεων μεταξύ τῶν ἐργατῶν καὶ τῶν ἐργοδοτῶν ἐξητάσθη ὑπὸ τῆς ἐπιτροπῆς ἡ ὁποία κατέληξεν εἰς τὸ συμπέρασμα ὅτι πρέπει νὰ ληφθοῦν μέτρα διὰ τὴν ἀποκατάστασιν τῆς ἐργατικῆς εἰρήνης εἰς ὅλας τὰς ἐπιχειρήσεις τῆς χώρας. xyxy=(1048,331,1193,370)
typewriters-line-5: ΑΛΛΑΓΗΣ ΣΤΟΙΧΕΙΩΝ. xyxy=(326,1207,403,1215)
allianz-agent: Γ. ΤΕΣΣΠΑΣ xyxy=(343,1308,386,1318)
banner-body-2g: Τὸ ζήτημα τῶν διενέξεων μεταξύ τῶν ἐργατῶν καὶ τῶν ἐργοδοτῶν ἐξητάσθη ὑπὸ τῆς ἐπιτροπῆς ἡ ὁποία κατέληξεν εἰς τὸ συμπέρασμα ὅτι πρέπει νὰ ληφθοῦν μέτρα διὰ τὴν ἀποκατάστασιν τῆς ἐργατικῆς εἰρήνης εἰς ὅλας τὰς ἐπιχειρήσεις τῆς χώρας. xyxy=(470,552,667,603)
extends-body-4: ποχρεώσεις νά πληρώνεται ἐκ τῶν ταμείων Συνεδρίων. Πρόκειται τοῦ ὁ. Καλμάκη πρό ἐπ πλείστους τῆς ἐκχωρηθεῖς γραφεῖον παρά τῆς ἐργασίας. Ἡ ἐπιτροπή τοῦ κράτους δι' ἀφορᾷ ἀνήγγειλε τὴν ὑπὸ τῆς Ἐπιτροπῆς, τὴν ὁποίαν ἔλαβε μέρος καὶ τὸ ὑπουργικὸν συμβούλιον. Ἡ ἐπιτροπὴ ἐξήτασε τὰ ζητήματα τὰ ὁποῖα ἀφοροῦν τοὺς ἐργάτας καὶ τὴν ἐργατικὴν τάξιν ἐν γένει. xyxy=(886,1700,1033,1763)
last-hour-body-b1: Τὸ ζήτημα τῶν διενέξεων μεταξύ τῶν ἐργατῶν καὶ τῶν ἐργοδοτῶν ἐξητάσθη ὑπὸ τῆς ἐπιτροπῆς ἡ ὁποία κατέληξεν εἰς τὸ συμπέρασμα ὅτι πρέπει νὰ ληφθοῦν μέτρα διὰ τὴν ἀποκατάστασιν τῆς ἐργατικῆς εἰρήνης εἰς ὅλας τὰς ἐπιχειρήσεις τῆς χώρας. xyxy=(963,193,1033,279)
last-hour-body-a5: ποχρεώσεις νά πληρώνεται ἐκ τῶν ταμείων Συνεδρίων. Πρόκειται τοῦ ὁ. Καλμάκη πρό ἐπ πλείστους τῆς ἐκχωρηθεῖς γραφεῖον παρά τῆς ἐργασίας. Ἡ ἐπιτροπή τοῦ κράτους δι' ἀφορᾷ ἀνήγγειλε τὴν ὑπὸ τῆς Ἐπιτροπῆς, τὴν ὁποίαν ἔλαβε μέρος καὶ τὸ ὑπουργικὸν συμβούλιον. Ἡ ἐπιτροπὴ ἐξήτασε τὰ ζητήματα τὰ ὁποῖα ἀφοροῦν τοὺς ἐργάτας καὶ τὴν ἐργατικὴν τάξιν ἐν γένει. xyxy=(886,655,956,795)
lower2-divider-5 xyxy=(470,1451,667,1452)
tavrida-body-1: Τὸ ζήτημα τῶν διενέξεων μεταξύ τῶν ἐργατῶν καὶ τῶν ἐργοδοτῶν ἐξητάσθη ὑπὸ τῆς ἐπιτροπῆς ἡ ὁποία κατέληξεν εἰς τὸ συμπέρασμα ὅτι πρέπει νὰ ληφθοῦν μέτρα διὰ τὴν ἀποκατάστασιν τῆς ἐργατικῆς εἰρήνης εἰς ὅλας τὰς ἐπιχειρήσεις τῆς χώρας. xyxy=(1048,1025,1193,1064)
russo-japanese-body-1: ποχρεώσεις νά πληρώνεται ἐκ τῶν ταμείων Συνεδρίων. Πρόκειται τοῦ ὁ. Καλμάκη πρό ἐπ πλείστους τῆς ἐκχωρηθεῖς γραφεῖον παρά τῆς ἐργασίας. Ἡ ἐπιτροπή τοῦ κράτους δι' ἀφορᾷ ἀνήγγειλε τὴν ὑπὸ τῆς Ἐπιτροπῆς, τὴν ὁποίαν ἔλαβε μέρος καὶ τὸ ὑπουργικὸν συμβούλιον. Ἡ ἐπιτροπὴ ἐξήτασε τὰ ζητήματα τὰ ὁποῖα ἀφοροῦν τοὺς ἐργάτας καὶ τὴν ἐργατικὴν τάξιν ἐν γένει. xyxy=(674,948,871,995)
allianz-hq: ΕΔΡΑ ΕΝ ΒΕΡΟΛΙΝΩ xyxy=(334,1293,395,1301)
optics-line-1: Διὰ τὰ "Ὀφθαλμικὰ" κομήματα xyxy=(322,1381,407,1389)
banner-body-2b: ποχρεώσεις νά πληρώνεται ἐκ τῶν ταμείων Συνεδρίων. Πρόκειται τοῦ ὁ. Καλμάκη πρό ἐπ πλείστους τῆς ἐκχωρηθεῖς γραφεῖον παρά τῆς ἐργασίας. Ἡ ἐπιτροπή τοῦ κράτους δι' ἀφορᾷ ἀνήγγειλε τὴν ὑπὸ τῆς Ἐπιτροπῆς, τὴν ὁποίαν ἔλαβε μέρος καὶ τὸ ὑπουργικὸν συμβούλιον. Ἡ ἐπιτροπὴ ἐξήτασε τὰ ζητήματα τὰ ὁποῖα ἀφοροῦν τοὺς ἐργάτας καὶ τὴν ἐργατικὴν τάξιν ἐν γένει. xyxy=(470,239,667,310)
optics-line-3: Τ. ὑφηγητὴς Ὀφθαλμολογίας xyxy=(324,1400,405,1408)
trial-headline: Η ΔΙΚΗ xyxy=(116,201,180,222)
tavrida-headline: ΕΙΣ ΤΗΝ ΤΑΥΡΙΔΑ xyxy=(1076,1003,1165,1015)
tavrida-body-2: ποχρεώσεις νά πληρώνεται ἐκ τῶν ταμείων Συνεδρίων. Πρόκειται τοῦ ὁ. Καλμάκη πρό ἐπ πλείστους τῆς ἐκχωρηθεῖς γραφεῖον παρά τῆς ἐργασίας. Ἡ ἐπιτροπή τοῦ κράτους δι' ἀφορᾷ ἀνήγγειλε τὴν ὑπὸ τῆς Ἐπιτροπῆς, τὴν ὁποίαν ἔλαβε μέρος καὶ τὸ ὑπουργικὸν συμβούλιον. Ἡ ἐπιτροπὴ ἐξήτασε τὰ ζητήματα τὰ ὁποῖα ἀφοροῦν τοὺς ἐργάτας καὶ τὴν ἐργατικὴν τάξιν ἐν γένει. xyxy=(1048,1064,1193,1127)
treaty-body-3: Τὸ ζήτημα τῶν διενέξεων μεταξύ τῶν ἐργατῶν καὶ τῶν ἐργοδοτῶν ἐξητάσθη ὑπὸ τῆς ἐπιτροπῆς ἡ ὁποία κατέληξεν εἰς τὸ συμπέρασμα ὅτι πρέπει νὰ ληφθοῦν μέτρα διὰ τὴν ἀποκατάστασιν τῆς ἐργατικῆς εἰρήνης εἰς ὅλας τὰς ἐπιχειρήσεις τῆς χώρας. xyxy=(886,1378,956,1464)
banner-body-3d: Τὸ ζήτημα τῶν διενέξεων μεταξύ τῶν ἐργατῶν καὶ τῶν ἐργοδοτῶν ἐξητάσθη ὑπὸ τῆς ἐπιτροπῆς ἡ ὁποία κατέληξεν εἰς τὸ συμπέρασμα ὅτι πρέπει νὰ ληφθοῦν μέτρα διὰ τὴν ἀποκατάστασιν τῆς ἐργατικῆς εἰρήνης εἰς ὅλας τὰς ἐπιχειρήσεις τῆς χώρας. xyxy=(674,381,871,431)
banner-body-1f: Τὸ ζήτημα τῶν διενέξεων μεταξύ τῶν ἐργατῶν καὶ τῶν ἐργοδοτῶν ἐξητάσθη ὑπὸ τῆς ἐπιτροπῆς ἡ ὁποία κατέληξεν εἰς τὸ συμπέρασμα ὅτι πρέπει νὰ ληφθοῦν μέτρα διὰ τὴν ἀποκατάστασιν τῆς ἐργατικῆς εἰρήνης εἰς ὅλας τὰς ἐπιχειρήσεις τῆς χώρας. xyxy=(266,520,463,570)
last-hour-col-b xyxy=(964,193,1034,796)
russo-japanese-headline: ΡΩΣΟΪΑΠΩΝΙΚΗ ΣΥΝΘΗΚΗ xyxy=(704,925,841,937)
social-body-4: ποχρεώσεις νά πληρώνεται ἐκ τῶν ταμείων Συνεδρίων. Πρόκειται τοῦ ὁ. Καλμάκη πρό ἐπ πλείστους τῆς ἐκχωρηθεῖς γραφεῖον παρά τῆς ἐργασίας. Ἡ ἐπιτροπή τοῦ κράτους δι' ἀφορᾷ ἀνήγγειλε τὴν ὑπὸ τῆς Ἐπιτροπῆς, τὴν ὁποίαν ἔλαβε μέρος καὶ τὸ ὑπουργικὸν συμβούλιον. Ἡ ἐπιτροπὴ ἐξήτασε τὰ ζητήματα τὰ ὁποῖα ἀφοροῦν τοὺς ἐργάτας καὶ τὴν ἐργατικὴν τάξιν ἐν γένει. xyxy=(266,975,463,1022)
banner-body-col-3 xyxy=(674,189,871,692)
banner-divider xyxy=(266,183,871,184)
extends-body-3: Τὸ ζήτημα τῶν διενέξεων μεταξύ τῶν ἐργατῶν καὶ τῶν ἐργοδοτῶν ἐξητάσθη ὑπὸ τῆς ἐπιτροπῆς ἡ ὁποία κατέληξεν εἰς τὸ συμπέρασμα ὅτι πρέπει νὰ ληφθοῦν μέτρα διὰ τὴν ἀποκατάστασιν τῆς ἐργατικῆς εἰρήνης εἰς ὅλας τὰς ἐπιχειρήσεις τῆς χώρας. xyxy=(886,1661,1033,1700)
socialist-party-body-8: ποχρεώσεις νά πληρώνεται ἐκ τῶν ταμείων Συνεδρίων. Πρόκειται τοῦ ὁ. Καλμάκη πρό ἐπ πλείστους τῆς ἐκχωρηθεῖς γραφεῖον παρά τῆς ἐργασίας. Ἡ ἐπιτροπή τοῦ κράτους δι' ἀφορᾷ ἀνήγγειλε τὴν ὑπὸ τῆς Ἐπιτροπῆς, τὴν ὁποίαν ἔλαβε μέρος καὶ τὸ ὑπουργικὸν συμβούλιον. Ἡ ἐπιτροπὴ ἐξήτασε τὰ ζητήματα τὰ ὁποῖα ἀφοροῦν τοὺς ἐργάτας καὶ τὴν ἐργατικὴν τάξιν ἐν γένει. xyxy=(470,1193,667,1240)
french-strikes-body-2: Τὸ ζήτημα τῶν διενέξεων μεταξύ τῶν ἐργατῶν καὶ τῶν ἐργοδοτῶν ἐξητάσθη ὑπὸ τῆς ἐπιτροπῆς ἡ ὁποία κατέληξεν εἰς τὸ συμπέρασμα ὅτι πρέπει νὰ ληφθοῦν μέτρα διὰ τὴν ἀποκατάστασιν τῆς ἐργατικῆς εἰρήνης εἰς ὅλας τὰς ἐπιχειρήσεις τῆς χώρας. xyxy=(1048,1530,1193,1569)
lower2-divider-4 xyxy=(470,1348,667,1349)
column-right-rail xyxy=(1040,66,1200,2206)
london-dateline: ΛΟΝΔΙΝΟΝ, 9 (Τηλ.).— xyxy=(733,749,812,759)
social-body-1: Τὸ ζήτημα τῶν διενέξεων μεταξύ τῶν ἐργατῶν καὶ τῶν ἐργοδοτῶν ἐξητάσθη ὑπὸ τῆς ἐπιτροπῆς ἡ ὁποία κατέληξεν εἰς τὸ συμπέρασμα ὅτι πρέπει νὰ ληφθοῦν μέτρα διὰ τὴν ἀποκατάστασιν τῆς ἐργατικῆς εἰρήνης εἰς ὅλας τὰς ἐπιχειρήσεις τῆς χώρας. xyxy=(266,865,463,897)
pasic-recall-headline: ΑΝΑΚΛΗΣΙΣ ΤΟΥ ΠΑΣΙΤΣ xyxy=(1058,1642,1183,1654)
lastword-divider-5 xyxy=(886,2043,1033,2044)
cyprus-body-1: ποχρεώσεις νά πληρώνεται ἐκ τῶν ταμείων Συνεδρίων. Πρόκειται τοῦ ὁ. Καλμάκη πρό ἐπ πλείστους τῆς ἐκχωρηθεῖς γραφεῖον παρά τῆς ἐργασίας. Ἡ ἐπιτροπή τοῦ κράτους δι' ἀφορᾷ ἀνήγγειλε τὴν ὑπὸ τῆς Ἐπιτροπῆς, τὴν ὁποίαν ἔλαβε μέρος καὶ τὸ ὑπουργικὸν συμβούλιον. Ἡ ἐπιτροπὴ ἐξήτασε τὰ ζητήματα τὰ ὁποῖα ἀφοροῦν τοὺς ἐργάτας καὶ τὴν ἐργατικὴν τάξιν ἐν γένει. xyxy=(674,758,871,805)
persia-body-2: Τὸ ζήτημα τῶν διενέξεων μεταξύ τῶν ἐργατῶν καὶ τῶν ἐργοδοτῶν ἐξητάσθη ὑπὸ τῆς ἐπιτροπῆς ἡ ὁποία κατέληξεν εἰς τὸ συμπέρασμα ὅτι πρέπει νὰ ληφθοῦν μέτρα διὰ τὴν ἀποκατάστασιν τῆς ἐργατικῆς εἰρήνης εἰς ὅλας τὰς ἐπιχειρήσεις τῆς χώρας. xyxy=(886,1008,956,1094)
socialist-party-body-1: Τὸ ζήτημα τῶν διενέξεων μεταξύ τῶν ἐργατῶν καὶ τῶν ἐργοδοτῶν ἐξητάσθη ὑπὸ τῆς ἐπιτροπῆς ἡ ὁποία κατέληξεν εἰς τὸ συμπέρασμα ὅτι πρέπει νὰ ληφθοῦν μέτρα διὰ τὴν ἀποκατάστασιν τῆς ἐργατικῆς εἰρήνης εἰς ὅλας τὰς ἐπιχειρήσεις τῆς χώρας. xyxy=(470,927,667,959)
soviet-body-1: Τὸ ζήτημα τῶν διενέξεων μεταξύ τῶν ἐργατῶν καὶ τῶν ἐργοδοτῶν ἐξητάσθη ὑπὸ τῆς ἐπιτροπῆς ἡ ὁποία κατέληξεν εἰς τὸ συμπέρασμα ὅτι πρέπει νὰ ληφθοῦν μέτρα διὰ τὴν ἀποκατάστασιν τῆς ἐργατικῆς εἰρήνης εἰς ὅλας τὰς ἐπιχειρήσεις τῆς χώρας. xyxy=(886,1897,1033,1936)
lower-divider-1 xyxy=(266,770,463,771)
new-strikes-body-2: ποχρεώσεις νά πληρώνεται ἐκ τῶν ταμείων Συνεδρίων. Πρόκειται τοῦ ὁ. Καλμάκη πρό ἐπ πλείστους τῆς ἐκχωρηθεῖς γραφεῖον παρά τῆς ἐργασίας. Ἡ ἐπιτροπή τοῦ κράτους δι' ἀφορᾷ ἀνήγγειλε τὴν ὑπὸ τῆς Ἐπιτροπῆς, τὴν ὁποίαν ἔλαβε μέρος καὶ τὸ ὑπουργικὸν συμβούλιον. Ἡ ἐπιτροπὴ ἐξήτασε τὰ ζητήματα τὰ ὁποῖα ἀφοροῦν τοὺς ἐργάτας καὶ τὴν ἐργατικὴν τάξιν ἐν γένει. xyxy=(470,1502,667,1549)
release-body: ποχρεώσεις νά πληρώνεται ἐκ τῶν ταμείων Συνεδρίων. Πρόκειται τοῦ ὁ. Καλμάκη πρό ἐπ πλείστους τῆς ἐκχωρηθεῖς γραφεῖον παρά τῆς ἐργασίας. Ἡ ἐπιτροπή τοῦ κράτους δι' ἀφορᾷ ἀνήγγειλε τὴν ὑπὸ τῆς Ἐπιτροπῆς, τὴν ὁποίαν ἔλαβε μέρος καὶ τὸ ὑπουργικὸν συμβούλιον. Ἡ ἐπιτροπὴ ἐξήτασε τὰ ζητήματα τὰ ὁποῖα ἀφοροῦν τοὺς ἐργάτας καὶ τὴν ἐργατικὴν τάξιν ἐν γένει. xyxy=(470,737,667,784)
masthead-rule-right xyxy=(857,46,1564,56)
safes-address: Ὁδὸς Πειραιῶς 2—Θησεῖον xyxy=(109,1225,187,1233)
rail-top-body-4: Τὸ ζήτημα τῶν διενέξεων μεταξύ τῶν ἐργατῶν καὶ τῶν ἐργοδοτῶν ἐξητάσθη ὑπὸ τῆς ἐπιτροπῆς ἡ ὁποία κατέληξεν εἰς τὸ συμπέρασμα ὅτι πρέπει νὰ ληφθοῦν μέτρα διὰ τὴν ἀποκατάστασιν τῆς ἐργατικῆς εἰρήνης εἰς ὅλας τὰς ἐπιχειρήσεις τῆς χώρας. xyxy=(1048,230,1193,269)
rail-top-body-9: ποχρεώσεις νά πληρώνεται ἐκ τῶν ταμείων Συνεδρίων. Πρόκειται τοῦ ὁ. Καλμάκη πρό ἐπ πλείστους τῆς ἐκχωρηθεῖς γραφεῖον παρά τῆς ἐργασίας. Ἡ ἐπιτροπή τοῦ κράτους δι' ἀφορᾷ ἀνήγγειλε τὴν ὑπὸ τῆς Ἐπιτροπῆς, τὴν ὁποίαν ἔλαβε μέρος καὶ τὸ ὑπουργικὸν συμβούλιον. Ἡ ἐπιτροπὴ ἐξήτασε τὰ ζητήματα τὰ ὁποῖα ἀφοροῦν τοὺς ἐργάτας καὶ τὴν ἐργατικὴν τάξιν ἐν γένει. xyxy=(1048,472,1193,534)
trial-body-10: Τὸ ζήτημα τῶν διενέξεων μεταξύ τῶν ἐργατῶν καὶ τῶν ἐργοδοτῶν ἐξητάσθη ὑπὸ τῆς ἐπιτροπῆς ἡ ὁποία κατέληξεν εἰς τὸ συμπέρασμα ὅτι πρέπει νὰ ληφθοῦν μέτρα διὰ τὴν ἀποκατάστασιν τῆς ἐργατικῆς εἰρήνης εἰς ὅλας τὰς ἐπιχειρήσεις τῆς χώρας. xyxy=(45,655,251,692)
theatres-headline: ΘΕΑΤΡΑ xyxy=(266,776,310,789)
arrived-headline: ΕΦΘΑΣΑΝ ΤΑ ΑΝΑΜΕΝΟΜΕΝΑ xyxy=(70,1142,226,1154)
treaty-body-5: Τὸ ζήτημα τῶν διενέξεων μεταξύ τῶν ἐργατῶν καὶ τῶν ἐργοδοτῶν ἐξητάσθη ὑπὸ τῆς ἐπιτροπῆς ἡ ὁποία κατέληξεν εἰς τὸ συμπέρασμα ὅτι πρέπει νὰ ληφθοῦν μέτρα διὰ τὴν ἀποκατάστασιν τῆς ἐργατικῆς εἰρήνης εἰς ὅλας τὰς ἐπιχειρήσεις τῆς χώρας. xyxy=(963,1284,1033,1370)
mid-divider xyxy=(266,698,871,705)
trial-body-9: ποχρεώσεις νά πληρώνεται ἐκ τῶν ταμείων Συνεδρίων. Πρόκειται τοῦ ὁ. Καλμάκη πρό ἐπ πλείστους τῆς ἐκχωρηθεῖς γραφεῖον παρά τῆς ἐργασίας. Ἡ ἐπιτροπή τοῦ κράτους δι' ἀφορᾷ ἀνήγγειλε τὴν ὑπὸ τῆς Ἐπιτροπῆς, τὴν ὁποίαν ἔλαβε μέρος καὶ τὸ ὑπουργικὸν συμβούλιον. Ἡ ἐπιτροπὴ ἐξήτασε τὰ ζητήματα τὰ ὁποῖα ἀφοροῦν τοὺς ἐργάτας καὶ τὴν ἐργατικὴν τάξιν ἐν γένει. xyxy=(45,601,251,656)
coop-body-1: Τὸ ζήτημα τῶν διενέξεων μεταξύ τῶν ἐργατῶν καὶ τῶν ἐργοδοτῶν ἐξητάσθη ὑπὸ τῆς ἐπιτροπῆς ἡ ὁποία κατέληξεν εἰς τὸ συμπέρασμα ὅτι πρέπει νὰ ληφθοῦν μέτρα διὰ τὴν ἀποκατάστασιν τῆς ἐργατικῆς εἰρήνης εἰς ὅλας τὰς ἐπιχειρήσεις τῆς χώρας. xyxy=(45,816,251,853)
social-body-5: Τὸ ζήτημα τῶν διενέξεων μεταξύ τῶν ἐργατῶν καὶ τῶν ἐργοδοτῶν ἐξητάσθη ὑπὸ τῆς ἐπιτροπῆς ἡ ὁποία κατέληξεν εἰς τὸ συμπέρασμα ὅτι πρέπει νὰ ληφθοῦν μέτρα διὰ τὴν ἀποκατάστασιν τῆς ἐργατικῆς εἰρήνης εἰς ὅλας τὰς ἐπιχειρήσεις τῆς χώρας. xyxy=(266,1022,463,1053)
rail-divider-4 xyxy=(1048,1267,1193,1268)
salonica-dateline: ΘΕΣ/ΝΙΚΗ, 9 (Τηλ.).— Η xyxy=(921,1552,998,1560)
typewriters-headline: ΓΡΑΦΟΜΗΧΑΝΑΙ REX xyxy=(309,1162,420,1174)
rail-top-body-1: ποχρεώσεις νά πληρώνεται ἐκ τῶν ταμείων Συνεδρίων. Πρόκειται τοῦ ὁ. Καλμάκη πρό ἐπ πλείστους τῆς ἐκχωρηθεῖς γραφεῖον παρά τῆς ἐργασίας. Ἡ ἐπιτροπή τοῦ κράτους δι' ἀφορᾷ ἀνήγγειλε τὴν ὑπὸ τῆς Ἐπιτροπῆς, τὴν ὁποίαν ἔλαβε μέρος καὶ τὸ ὑπουργικὸν συμβούλιον. Ἡ ἐπιτροπὴ ἐξήτασε τὰ ζητήματα τὰ ὁποῖα ἀφοροῦν τοὺς ἐργάτας καὶ τὴν ἐργατικὴν τάξιν ἐν γένει. xyxy=(1048,66,1193,128)
panic-dateline: ΡΩΜΗ, 9 (Τηλ.).— xyxy=(931,2074,988,2082)
bonar-law-subheadline: ΔΗΛΩΣΕΙΣ ΤΟΥ ΜΠΟΝΑΡ ΛΩ xyxy=(720,729,825,739)
divider-5 xyxy=(45,1135,251,1137)
trial-body-4: Τὸ ζήτημα τῶν διενέξεων μεταξύ τῶν ἐργατῶν καὶ τῶν ἐργοδοτῶν ἐξητάσθη ὑπὸ τῆς ἐπιτροπῆς ἡ ὁποία κατέληξεν εἰς τὸ συμπέρασμα ὅτι πρέπει νὰ ληφθοῦν μέτρα διὰ τὴν ἀποκατάστασιν τῆς ἐργατικῆς εἰρήνης εἰς ὅλας τὰς ἐπιχειρήσεις τῆς χώρας. xyxy=(45,386,251,423)
banner-line-3: ΧΙΛΙΑΔΕΣ ΑΙΧΜΑΛΩΤΟΙ–ΜΕΓΑ ΡΗΓΜΑ ΕΙΣ ΤΟ ΠΟΛΩΝΙΚΟΝ ΜΕΤΩΠΟΝ xyxy=(303,135,834,152)
situation-body-7: ποχρεώσεις νά πληρώνεται ἐκ τῶν ταμείων Συνεδρίων. Πρόκειται τοῦ ὁ. Καλμάκη πρό ἐπ πλείστους τῆς ἐκχωρηθεῖς γραφεῖον παρά τῆς ἐργασίας. Ἡ ἐπιτροπή τοῦ κράτους δι' ἀφορᾷ ἀνήγγειλε τὴν ὑπὸ τῆς Ἐπιτροπῆς, τὴν ὁποίαν ἔλαβε μέρος καὶ τὸ ὑπουργικὸν συμβούλιον. Ἡ ἐπιτροπὴ ἐξήτασε τὰ ζητήματα τὰ ὁποῖα ἀφοροῦν τοὺς ἐργάτας καὶ τὴν ἐργατικὴν τάξιν ἐν γένει. xyxy=(674,1485,871,1532)
thrace-dateline: ΡΩΜΗ, 9 (Τηλ.).— xyxy=(1092,1791,1149,1799)
theatres-list: ποχρεώσεις νά πληρώνεται ἐκ τῶν ταμείων Συνεδρίων. Πρόκειται τοῦ ὁ. Καλμάκη πρό ἐπ πλείστους τῆς ἐκχωρηθεῖς γραφεῖον παρά τῆς ἐργασίας. Ἡ ἐπιτροπή τοῦ κράτους δι' ἀφορᾷ ἀνήγγειλε τὴν ὑπὸ τῆς Ἐπιτροπῆς, τὴν ὁποίαν ἔλαβε μέρος καὶ τὸ ὑπουργικὸν συμβούλιον. Ἡ ἐπιτροπὴ ἐξήτασε τὰ ζητήματα τὰ ὁποῖα ἀφοροῦν τοὺς ἐργάτας καὶ τὴν ἐργατικὴν τάξιν ἐν γένει. xyxy=(266,795,463,842)
banner-line-4: ΠΡΟΣ ΤΗΝ ΔΥΤΙΚΗΝ ΕΥΡΩΠΗΝ xyxy=(429,158,708,177)
rail-top-body-7: ποχρεώσεις νά πληρώνεται ἐκ τῶν ταμείων Συνεδρίων. Πρόκειται τοῦ ὁ. Καλμάκη πρό ἐπ πλείστους τῆς ἐκχωρηθεῖς γραφεῖον παρά τῆς ἐργασίας. Ἡ ἐπιτροπή τοῦ κράτους δι' ἀφορᾷ ἀνήγγειλε τὴν ὑπὸ τῆς Ἐπιτροπῆς, τὴν ὁποίαν ἔλαβε μέρος καὶ τὸ ὑπουργικὸν συμβούλιον. Ἡ ἐπιτροπὴ ἐξήτασε τὰ ζητήματα τὰ ὁποῖα ἀφοροῦν τοὺς ἐργάτας καὶ τὴν ἐργατικὴν τάξιν ἐν γένει. xyxy=(1048,370,1193,433)
typewriters-line-2: Χ. πάσας τάς xyxy=(345,1184,384,1192)
trial-body-2: Τὸ ζήτημα τῶν διενέξεων μεταξύ τῶν ἐργατῶν καὶ τῶν ἐργοδοτῶν ἐξητάσθη ὑπὸ τῆς ἐπιτροπῆς ἡ ὁποία κατέληξεν εἰς τὸ συμπέρασμα ὅτι πρέπει νὰ ληφθοῦν μέτρα διὰ τὴν ἀποκατάστασιν τῆς ἐργατικῆς εἰρήνης εἰς ὅλας τὰς ἐπιχειρήσεις τῆς χώρας. xyxy=(45,297,251,333)
banner-body-3h: Τὸ ζήτημα τῶν διενέξεων μεταξύ τῶν ἐργατῶν καὶ τῶν ἐργοδοτῶν ἐξητάσθη ὑπὸ τῆς ἐπιτροπῆς ἡ ὁποία κατέληξεν εἰς τὸ συμπέρασμα ὅτι πρέπει νὰ ληφθοῦν μέτρα διὰ τὴν ἀποκατάστασιν τῆς ἐργατικῆς εἰρήνης εἰς ὅλας τὰς ἐπιχειρήσεις τῆς χώρας. xyxy=(674,623,871,674)
lastword-divider-2 xyxy=(886,1100,1033,1107)
russo-japanese-body-3: ποχρεώσεις νά πληρώνεται ἐκ τῶν ταμείων Συνεδρίων. Πρόκειται τοῦ ὁ. Καλμάκη πρό ἐπ πλείστους τῆς ἐκχωρηθεῖς γραφεῖον παρά τῆς ἐργασίας. Ἡ ἐπιτροπή τοῦ κράτους δι' ἀφορᾷ ἀνήγγειλε τὴν ὑπὸ τῆς Ἐπιτροπῆς, τὴν ὁποίαν ἔλαβε μέρος καὶ τὸ ὑπουργικὸν συμβούλιον. Ἡ ἐπιτροπὴ ἐξήτασε τὰ ζητήματα τὰ ὁποῖα ἀφοροῦν τοὺς ἐργάτας καὶ τὴν ἐργατικὴν τάξιν ἐν γένει. xyxy=(674,1026,871,1073)
rail-top-body-12: Τὸ ζήτημα τῶν διενέξεων μεταξύ τῶν ἐργατῶν καὶ τῶν ἐργοδοτῶν ἐξητάσθη ὑπὸ τῆς ἐπιτροπῆς ἡ ὁποία κατέληξεν εἰς τὸ συμπέρασμα ὅτι πρέπει νὰ ληφθοῦν μέτρα διὰ τὴν ἀποκατάστασιν τῆς ἐργατικῆς εἰρήνης εἰς ὅλας τὰς ἐπιχειρήσεις τῆς χώρας. xyxy=(1048,636,1193,675)
allianz-subheadline: ΑΝΩΝΥΜΟΣ ΑΣΦΑΛΙΣΤΙΚΗ ΕΤΑΙΡΕΙΑ xyxy=(301,1285,428,1293)
chicherin-body-2: ποχρεώσεις νά πληρώνεται ἐκ τῶν ταμείων Συνεδρίων. Πρόκειται τοῦ ὁ. Καλμάκη πρό ἐπ πλείστους τῆς ἐκχωρηθεῖς γραφεῖον παρά τῆς ἐργασίας. Ἡ ἐπιτροπή τοῦ κράτους δι' ἀφορᾷ ἀνήγγειλε τὴν ὑπὸ τῆς Ἐπιτροπῆς, τὴν ὁποίαν ἔλαβε μέρος καὶ τὸ ὑπουργικὸν συμβούλιον. Ἡ ἐπιτροπὴ ἐξήτασε τὰ ζητήματα τὰ ὁποῖα ἀφοροῦν τοὺς ἐργάτας καὶ τὴν ἐργατικὴν τάξιν ἐν γένει. xyxy=(1048,1199,1193,1261)
lower-divider-2 xyxy=(266,848,463,849)
chicherin-body-1: Τὸ ζήτημα τῶν διενέξεων μεταξύ τῶν ἐργατῶν καὶ τῶν ἐργοδοτῶν ἐξητάσθη ὑπὸ τῆς ἐπιτροπῆς ἡ ὁποία κατέληξεν εἰς τὸ συμπέρασμα ὅτι πρέπει νὰ ληφθοῦν μέτρα διὰ τὴν ἀποκατάστασιν τῆς ἐργατικῆς εἰρήνης εἰς ὅλας τὰς ἐπιχειρήσεις τῆς χώρας. xyxy=(1048,1160,1193,1199)
divider-2 xyxy=(45,238,251,239)
treaty-body-2: ποχρεώσεις νά πληρώνεται ἐκ τῶν ταμείων Συνεδρίων. Πρόκειται τοῦ ὁ. Καλμάκη πρό ἐπ πλείστους τῆς ἐκχωρηθεῖς γραφεῖον παρά τῆς ἐργασίας. Ἡ ἐπιτροπή τοῦ κράτους δι' ἀφορᾷ ἀνήγγειλε τὴν ὑπὸ τῆς Ἐπιτροπῆς, τὴν ὁποίαν ἔλαβε μέρος καὶ τὸ ὑπουργικὸν συμβούλιον. Ἡ ἐπιτροπὴ ἐξήτασε τὰ ζητήματα τὰ ὁποῖα ἀφοροῦν τοὺς ἐργάτας καὶ τὴν ἐργατικὴν τάξιν ἐν γένει. xyxy=(886,1237,956,1378)
chicherin-dateline: ΡΩΜΗ, 9 (Τηλ.).— xyxy=(1092,1152,1149,1160)
lastword-divider-4 xyxy=(886,1870,1033,1871)
banner-body-3b: Τὸ ζήτημα τῶν διενέξεων μεταξύ τῶν ἐργατῶν καὶ τῶν ἐργοδοτῶν ἐξητάσθη ὑπὸ τῆς ἐπιτροπῆς ἡ ὁποία κατέληξεν εἰς τὸ συμπέρασμα ὅτι πρέπει νὰ ληφθοῦν μέτρα διὰ τὴν ἀποκατάστασιν τῆς ἐργατικῆς εἰρήνης εἰς ὅλας τὰς ἐπιχειρήσεις τῆς χώρας. xyxy=(674,259,871,310)
socialist-party-body-6: ποχρεώσεις νά πληρώνεται ἐκ τῶν ταμείων Συνεδρίων. Πρόκειται τοῦ ὁ. Καλμάκη πρό ἐπ πλείστους τῆς ἐκχωρηθεῖς γραφεῖον παρά τῆς ἐργασίας. Ἡ ἐπιτροπή τοῦ κράτους δι' ἀφορᾷ ἀνήγγειλε τὴν ὑπὸ τῆς Ἐπιτροπῆς, τὴν ὁποίαν ἔλαβε μέρος καὶ τὸ ὑπουργικὸν συμβούλιον. Ἡ ἐπιτροπὴ ἐξήτασε τὰ ζητήματα τὰ ὁποῖα ἀφοροῦν τοὺς ἐργάτας καὶ τὴν ἐργατικὴν τάξιν ἐν γένει. xyxy=(470,1115,667,1162)
safes-agent-label: ΓΕΝΙΚΟΙ ΑΝΤΙΠΡΟΣΩΠΟΙ ΔΙ' ΟΛΟΚΛΗΡΟΝ ΤΗΝ ΕΛΛΑΔΑ xyxy=(59,1208,237,1216)
treaty-dateline: ΠΑΡΙΣΙΟΙ, 9 (Τηλ.).— xyxy=(887,1144,955,1152)
situation-body-8: Τὸ ζήτημα τῶν διενέξεων μεταξύ τῶν ἐργατῶν καὶ τῶν ἐργοδοτῶν ἐξητάσθη ὑπὸ τῆς ἐπιτροπῆς ἡ ὁποία κατέληξεν εἰς τὸ συμπέρασμα ὅτι πρέπει νὰ ληφθοῦν μέτρα διὰ τὴν ἀποκατάστασιν τῆς ἐργατικῆς εἰρήνης εἰς ὅλας τὰς ἐπιχειρήσεις τῆς χώρας. xyxy=(674,1532,871,1563)
new-italian-gov-headline: Η ΝΕΑ ΙΤΑΛΙΚΗ ΚΥΒΕΡΝΗΣΙΣ xyxy=(1081,795,1160,818)
optics-ad xyxy=(266,1373,463,1425)
soviet-unshaken-headline: ΤΑ ΣΟΒΙΕΤ ΑΚΛΟΝΗΤΑ xyxy=(901,1875,1018,1887)
rail-top-body-13: ποχρεώσεις νά πληρώνεται ἐκ τῶν ταμείων Συνεδρίων. Πρόκειται τοῦ ὁ. Καλμάκη πρό ἐπ πλείστους τῆς ἐκχωρηθεῖς γραφεῖον παρά τῆς ἐργασίας. Ἡ ἐπιτροπή τοῦ κράτους δι' ἀφορᾷ ἀνήγγειλε τὴν ὑπὸ τῆς Ἐπιτροπῆς, τὴν ὁποίαν ἔλαβε μέρος καὶ τὸ ὑπουργικὸν συμβούλιον. Ἡ ἐπιτροπὴ ἐξήτασε τὰ ζητήματα τὰ ὁποῖα ἀφοροῦν τοὺς ἐργάτας καὶ τὴν ἐργατικὴν τάξιν ἐν γένει. xyxy=(1048,675,1193,738)
socialist-party-sub-1: ΕΡΓΑΤΙΚΟΝ ΚΟΜΜΑ ΤΗΣ ΕΛΛΑΔΟΣ xyxy=(509,912,628,920)
extends-body-5: Τὸ ζήτημα τῶν διενέξεων μεταξύ τῶν ἐργατῶν καὶ τῶν ἐργοδοτῶν ἐξητάσθη ὑπὸ τῆς ἐπιτροπῆς ἡ ὁποία κατέληξεν εἰς τὸ συμπέρασμα ὅτι πρέπει νὰ ληφθοῦν μέτρα διὰ τὴν ἀποκατάστασιν τῆς ἐργατικῆς εἰρήνης εἰς ὅλας τὰς ἐπιχειρήσεις τῆς χώρας. xyxy=(886,1763,1033,1802)
thrace-body-3: Τὸ ζήτημα τῶν διενέξεων μεταξύ τῶν ἐργατῶν καὶ τῶν ἐργοδοτῶν ἐξητάσθη ὑπὸ τῆς ἐπιτροπῆς ἡ ὁποία κατέληξεν εἰς τὸ συμπέρασμα ὅτι πρέπει νὰ ληφθοῦν μέτρα διὰ τὴν ἀποκατάστασιν τῆς ἐργατικῆς εἰρήνης εἰς ὅλας τὰς ἐπιχειρήσεις τῆς χώρας. xyxy=(1048,1900,1193,1939)
rail-top-body-2: Τὸ ζήτημα τῶν διενέξεων μεταξύ τῶν ἐργατῶν καὶ τῶν ἐργοδοτῶν ἐξητάσθη ὑπὸ τῆς ἐπιτροπῆς ἡ ὁποία κατέληξεν εἰς τὸ συμπέρασμα ὅτι πρέπει νὰ ληφθοῦν μέτρα διὰ τὴν ἀποκατάστασιν τῆς ἐργατικῆς εἰρήνης εἰς ὅλας τὰς ἐπιχειρήσεις τῆς χώρας. xyxy=(1048,128,1193,167)
